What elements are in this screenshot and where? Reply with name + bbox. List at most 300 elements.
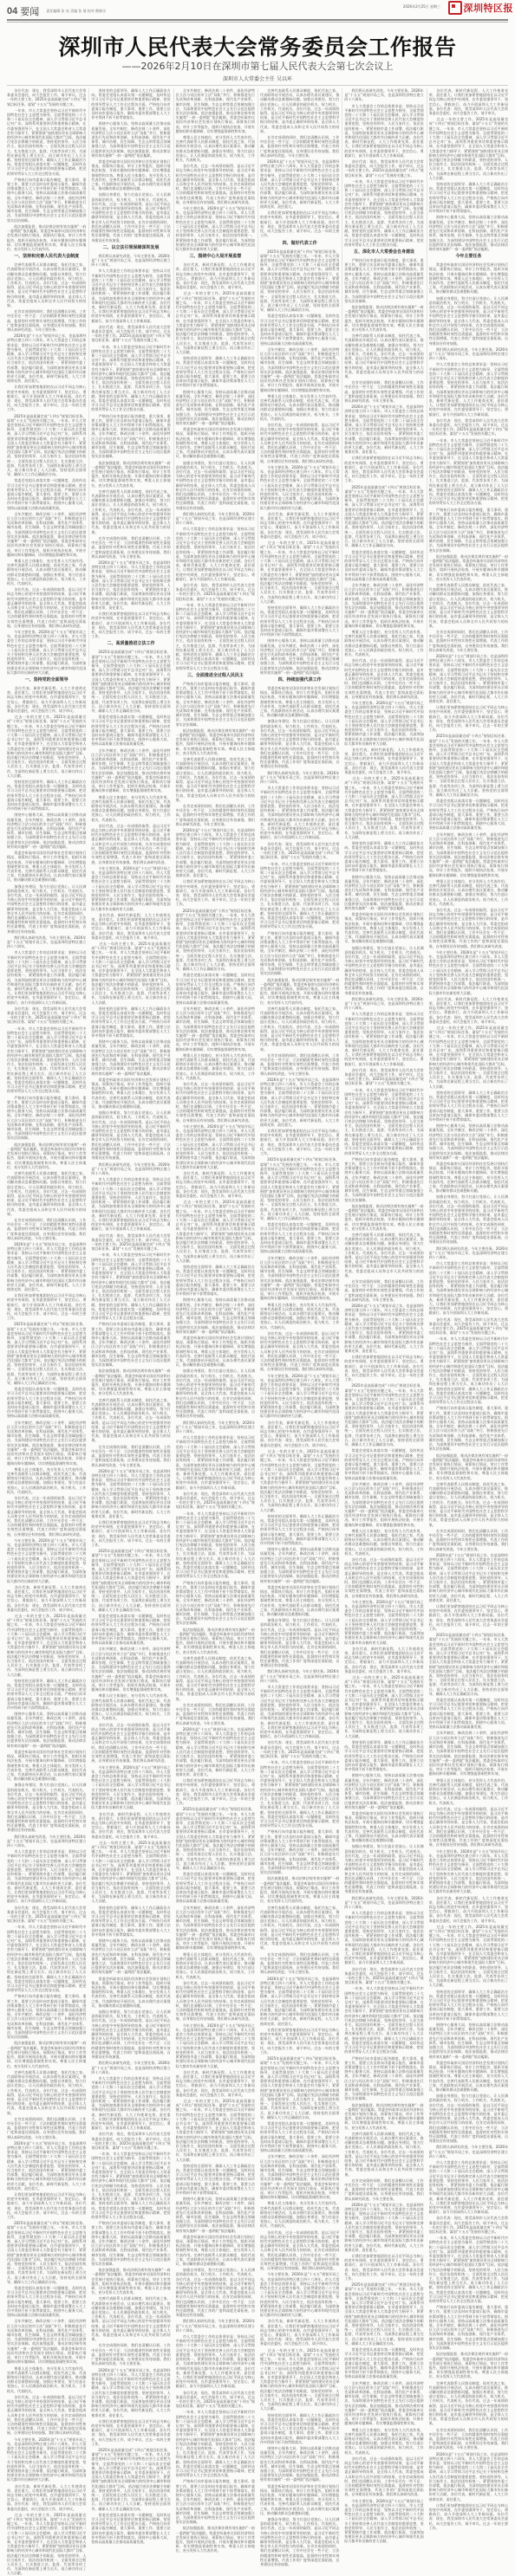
- body-paragraph: 我们将认真研究改进。今年主要任务。2026年是“十五五”规划开局之年，也是深圳经济特区建立四十六周年。: [428, 346, 508, 361]
- body-paragraph: 各位代表：现在，我受深圳市人民代表大会常务委员会委托，向大会报告工作，请予审议。过去一年的主要工作。2025年是高质量完成“十四五”规划目标任务、谋划“十五五”发展的关键之年。: [175, 582, 255, 601]
- body-paragraph: 在肯定成绩的同时，我们也清醒认识到，工作中还存在一些不足：立法的精准性和时效性还需提高，监督的针对性和实效性还需增强，代表工作的广度和深度还需拓展，自身建设还有待加强。我们将认真研究改进。今年主要任务。: [175, 1702, 255, 1725]
- body-paragraph: 市人大常委会工作的总体要求是：坚持以习近平新时代中国特色社会主义思想为指导，全面贯彻党的二十大和二十届历次全会精神，深入学习贯彻习近平总书记关于坚持和完善人民代表大会制度的重要思想，坚持党的领导、人民当家作主、依法治国有机统一，紧紧围绕市委工作部署，依法履行职责，为深圳加快建设更具全球影响力的经济中心城市和现代化国际大都市作出新的更大贡献。各位代表，新时代新征程，人大工作使命光荣、责任重大。让我们更加紧密地团结在以习近平同志为核心的党中央周围，在市委坚强领导下，坚定信心、勇毅前行，奋力开创深圳人大工作新局面。: [260, 786, 340, 840]
- body-paragraph: 2025年是高质量完成“十四五”规划目标任务、谋划“十五五”发展的关键之年。一年来，市人大常委会坚持以习近平新时代中国特色社会主义思想为指导，全面贯彻党的二十大和二十届历次全会精神，深入学习贯彻习近平总书记对广东、深圳系列重要讲话和重要指示精神，在市委坚强领导下，在全国人大常委会和省人大常委会有力指导下，紧紧围绕“加快建设更具全球影响力的经济中心城市和现代化国际大都市”目标，依法履行宪法法律赋予的职责，坚持党的领导、人民当家作主、依法治国有机统一，全面发展全过程人民民主，扎实推进立法、监督、代表等各项工作，为深圳在新征程上勇当尖兵、再立新功作出了人大贡献。坚持党的全面领导，确保人大工作正确政治方向。: [344, 2282, 424, 2346]
- column-separator: [88, 88, 89, 666]
- body-paragraph: 加强自身建设，努力打造让党放心、让人民满意的政治机关、权力机关、工作机关、代表机关。各位代表，过去一年成绩的取得，是以习近平同志为核心的党中央坚强领导的结果，是习近平新时代中国特色社会主义思想科学指引的结果，是市委正确领导的结果，是全体人大代表、常委会组成人员和全市人民共同努力的结果。在肯定成绩的同时，我们也清醒认识到，工作中还存在一些不足：立法的精准性和时效性还需提高，监督的针对性和实效性还需增强，代表工作的广度和深度还需拓展，自身建设还有待加强。: [175, 2268, 255, 2318]
- body-paragraph: 尊重人民主体地位，充分发挥人大代表作用。完善代表联系人民群众制度，依托代表之家、代表联络站开展活动，认真办理代表议案建议，推动解决群众急难愁盼问题。加强自身建设，努力打造让党放心、让人民满意的政治机关、权力机关、工作机关、代表机关。: [260, 2201, 340, 2229]
- body-paragraph: 各位代表，新时代新征程，人大工作使命光荣、责任重大。让我们更加紧密地团结在以习近平同志为核心的党中央周围，在市委坚强领导下，坚定信心、勇毅前行，奋力开创深圳人大工作新局面。各位代表：现在，我受深圳市人民代表大会常务委员会委托，向大会报告工作，请予审议。: [260, 511, 340, 539]
- body-paragraph: 在肯定成绩的同时，我们也清醒认识到，工作中还存在一些不足：立法的精准性和时效性还需提高，监督的针对性和实效性还需增强，代表工作的广度和深度还需拓展，自身建设还有待加强。我们将认真研究改进。今年主要任务。: [428, 1528, 508, 1551]
- body-paragraph: 市人大常委会工作的总体要求是：坚持以习近平新时代中国特色社会主义思想为指导，全面贯彻党的二十大和二十届历次全会精神，深入学习贯彻习近平总书记关于坚持和完善人民代表大会制度的重要思想，坚持党的领导、人民当家作主、依法治国有机统一，紧紧围绕市委工作部署，依法履行职责，为深圳加快建设更具全球影响力的经济中心城市和现代化国际大都市作出新的更大贡献。各位代表，新时代新征程，人大工作使命光荣、责任重大。让我们更加紧密地团结在以习近平同志为核心的党中央周围，在市委坚强领导下，坚定信心、勇毅前行，奋力开创深圳人大工作新局面。: [7, 1849, 87, 1904]
- body-paragraph: 各位代表：现在，我受深圳市人民代表大会常务委员会委托，向大会报告工作，请予审议。过去一年的主要工作。2025年是高质量完成“十四五”规划目标任务、谋划“十五五”发展的关键之年。: [344, 1966, 424, 1985]
- body-paragraph: 我们将认真研究改进。今年主要任务。2026年是“十五五”规划开局之年，也是深圳经济特区建立四十六周年。: [7, 935, 87, 949]
- body-paragraph: 围绕中心服务大局，坚持以高质量立法推动高质量发展。全年共制定、修改法规二十余件，深化经济特区立法与设区的市立法“双轨”并行，积极推进先行先试和改革创新，在科技创新、现代化产业体系、城市治理、民生保障、生态文明等重点领域加强立法，为深圳建设中国特色社会主义先行示范区提供坚实法治保障。依法加强监督，推动法律法规有效实施和“一府一委两院”依法履职。: [175, 389, 255, 426]
- body-paragraph: 尊重人民主体地位，充分发挥人大代表作用。完善代表联系人民群众制度，依托代表之家、代表联络站开展活动，认真办理代表议案建议，推动解决群众急难愁盼问题。加强自身建设，努力打造让党放心、让人民满意的政治机关、权力机关、工作机关、代表机关。: [7, 1466, 87, 1494]
- body-paragraph: 坚持党的全面领导，确保人大工作正确政治方向。常委会党组认真落实第一议题制度，及时传达学习习近平总书记重要讲话和重要指示精神，把党的领导贯穿人大工作全过程各方面。严格执行向市委请示报告制度，重大事项、重要工作、重要立法及时向市委请示报告，确保市委决策部署在人大工作中得到不折不扣贯彻落实。: [7, 1678, 87, 1711]
- text-column: [428, 88, 508, 2530]
- body-paragraph: 2025年是高质量完成“十四五”规划目标任务、谋划“十五五”发展的关键之年。一年来，市人大常委会坚持以习近平新时代中国特色社会主义思想为指导，全面贯彻党的二十大和二十届历次全会精神，深入学习贯彻习近平总书记对广东、深圳系列重要讲话和重要指示精神，在市委坚强领导下，在全国人大常委会和省人大常委会有力指导下，紧紧围绕“加快建设更具全球影响力的经济中心城市和现代化国际大都市”目标，依法履行宪法法律赋予的职责，坚持党的领导、人民当家作主、依法治国有机统一，全面发展全过程人民民主，扎实推进立法、监督、代表等各项工作，为深圳在新征程上勇当尖兵、再立新功作出了人大贡献。坚持党的全面领导，确保人大工作正确政治方向。: [91, 2447, 171, 2511]
- body-paragraph: 我们将认真研究改进。今年主要任务。2026年是“十五五”规划开局之年，也是深圳经济特区建立四十六周年。: [344, 996, 424, 1011]
- body-paragraph: 让我们更加紧密地团结在以习近平同志为核心的党中央周围，在市委坚强领导下，坚定信心、勇毅前行，奋力开创深圳人大工作新局面。各位代表：现在，我受深圳市人民代表大会常务委员会委托，向大会报告工作，请予审议。过去一年的主要工作。: [7, 1293, 87, 1321]
- body-paragraph: 尊重人民主体地位，充分发挥人大代表作用。完善代表联系人民群众制度，依托代表之家、代表联络站开展活动，认真办理代表议案建议，推动解决群众急难愁盼问题。加强自身建设，努力打造让党放心、让人民满意的政治机关、权力机关、工作机关、代表机关。: [344, 629, 424, 657]
- body-paragraph: 常委会党组认真落实第一议题制度，及时传达学习习近平总书记重要讲话和重要指示精神，把党的领导贯穿人大工作全过程各方面。严格执行向市委请示报告制度，重大事项、重要工作、重要立法及时向市委请示报告，确保市委决策部署在人大工作中得到不折不扣贯彻落实。围绕中心服务大局，坚持以高质量立法推动高质量发展。: [91, 2512, 171, 2545]
- body-paragraph: 各位代表，新时代新征程，人大工作使命光荣、责任重大。让我们更加紧密地团结在以习近平同志为核心的党中央周围，在市委坚强领导下，坚定信心、勇毅前行，奋力开创深圳人大工作新局面。各位代表：现在，我受深圳市人民代表大会常务委员会委托，向大会报告工作，请予审议。: [344, 1646, 424, 1673]
- body-paragraph: 完善代表联系人民群众制度，依托代表之家、代表联络站开展活动，认真办理代表议案建议，推动解决群众急难愁盼问题。加强自身建设，努力打造让党放心、让人民满意的政治机关、权力机关、工作机关、代表机关。各位代表，过去一年成绩的取得，是以习近平同志为核心的党中央坚强领导的结果，是习近平新时代中国特色社会主义思想科学指引的结果，是市委正确领导的结果，是全体人大代表、常委会组成人员和全市人民共同努力的结果。: [175, 757, 255, 802]
- body-paragraph: 坚持党的全面领导，确保人大工作正确政治方向。常委会党组认真落实第一议题制度，及时传达学习习近平总书记重要讲话和重要指示精神，把党的领导贯穿人大工作全过程各方面。严格执行向市委请示报告制度，重大事项、重要工作、重要立法及时向市委请示报告，确保市委决策部署在人大工作中得到不折不扣贯彻落实。: [428, 1090, 508, 1123]
- brand-name: 深圳特区报: [463, 3, 513, 14]
- body-paragraph: 各位代表：现在，我受深圳市人民代表大会常务委员会委托，向大会报告工作，请予审议。过去一年的主要工作。2025年是高质量完成“十四五”规划目标任务、谋划“十五五”发展的关键之年。: [428, 417, 508, 437]
- body-paragraph: 全年共制定、修改法规二十余件，深化经济特区立法与设区的市立法“双轨”并行，积极推进先行先试和改革创新，在科技创新、现代化产业体系、城市治理、民生保障、生态文明等重点领域加强立法，为深圳建设中国特色社会主义先行示范区提供坚实法治保障。依法加强监督，推动法律法规有效实施和“一府一委两院”依法履职。常委会听取审议国民经济和社会发展计划执行情况、预算执行情况、审计工作等报告，组织开展执法检查，开展专题询问和专题调研，切实增强监督刚性和实效。: [260, 346, 340, 392]
- body-paragraph: 各位代表：现在，我受深圳市人民代表大会常务委员会委托，向大会报告工作，请予审议。过去一年的主要工作。2025年是高质量完成“十四五”规划目标任务、谋划“十五五”发展的关键之年。: [175, 1491, 255, 1510]
- body-paragraph: 各位代表，新时代新征程，人大工作使命光荣、责任重大。让我们更加紧密地团结在以习近平同志为核心的党中央周围，在市委坚强领导下，坚定信心、勇毅前行，奋力开创深圳人大工作新局面。各位代表：现在，我受深圳市人民代表大会常务委员会委托，向大会报告工作，请予审议。: [175, 262, 255, 290]
- body-paragraph: 加强自身建设，努力打造让党放心、让人民满意的政治机关、权力机关、工作机关、代表机关。各位代表，过去一年成绩的取得，是以习近平同志为核心的党中央坚强领导的结果，是习近平新时代中国特色社会主义思想科学指引的结果，是市委正确领导的结果，是全体人大代表、常委会组成人员和全市人民共同努力的结果。在肯定成绩的同时，我们也清醒认识到，工作中还存在一些不足：立法的精准性和时效性还需提高，监督的针对性和实效性还需增强，代表工作的广度和深度还需拓展，自身建设还有待加强。: [7, 883, 87, 934]
- body-paragraph: 我们将认真研究改进。今年主要任务。2026年是“十五五”规划开局之年，也是深圳经济特区建立四十六周年。: [428, 1246, 508, 1259]
- body-paragraph: 坚持党的全面领导，确保人大工作正确政治方向。常委会党组认真落实第一议题制度，及时传达学习习近平总书记重要讲话和重要指示精神，把党的领导贯穿人大工作全过程各方面。严格执行向市委请示报告制度，重大事项、重要工作、重要立法及时向市委请示报告，确保市委决策部署在人大工作中得到不折不扣贯彻落实。: [344, 841, 424, 873]
- text-column: [175, 88, 255, 2553]
- body-paragraph: 坚持党的全面领导，确保人大工作正确政治方向。常委会党组认真落实第一议题制度，及时传达学习习近平总书记重要讲话和重要指示精神，把党的领导贯穿人大工作全过程各方面。严格执行向市委请示报告制度，重大事项、重要工作、重要立法及时向市委请示报告，确保市委决策部署在人大工作中得到不折不扣贯彻落实。: [260, 605, 340, 638]
- body-paragraph: 我们将认真研究改进。今年主要任务。2026年是“十五五”规划开局之年，也是深圳经济特区建立四十六周年。: [428, 2145, 508, 2159]
- body-paragraph: 过去一年的主要工作。2025年是高质量完成“十四五”规划目标任务、谋划“十五五”发展的关键之年。一年来，市人大常委会坚持以习近平新时代中国特色社会主义思想为指导，全面贯彻党的二十大和二十届历次全会精神，深入学习贯彻习近平总书记对广东、深圳系列重要讲话和重要指示精神，在市委坚强领导下，在全国人大常委会和省人大常委会有力指导下，紧紧围绕“加快建设更具全球影响力的经济中心城市和现代化国际大都市”目标，依法履行宪法法律赋予的职责，坚持党的领导、人民当家作主、依法治国有机统一，全面发展全过程人民民主，扎实推进立法、监督、代表等各项工作，为深圳在新征程上勇当尖兵、再立新功作出了人大贡献。: [260, 1448, 340, 1512]
- body-paragraph: 依法加强监督，推动法律法规有效实施和“一府一委两院”依法履职。常委会听取审议国民经济和社会发展计划执行情况、预算执行情况、审计工作等报告，组织开展执法检查，开展专题询问和专题调研，切实增强监督刚性和实效。尊重人民主体地位，充分发挥人大代表作用。: [91, 460, 171, 488]
- body-paragraph: 今年主要任务。2026年是“十五五”规划开局之年，也是深圳经济特区建立四十六周年。市人大常委会工作的总体要求是：坚持以习近平新时代中国特色社会主义思想为指导，全面贯彻党的二十大和二十届历次全会精神，深入学习贯彻习近平总书记关于坚持和完善人民代表大会制度的重要思想，坚持党的领导、人民当家作主、依法治国有机统一，紧紧围绕市委工作部署，依法履行职责，为深圳加快建设更具全球影响力的经济中心城市和现代化国际大都市作出新的更大贡献。: [91, 865, 171, 911]
- body-paragraph: 让我们更加紧密地团结在以习近平同志为核心的党中央周围，在市委坚强领导下，坚定信心、勇毅前行，奋力开创深圳人大工作新局面。各位代表：现在，我受深圳市人民代表大会常务委员会委托，向大会报告工作，请予审议。过去一年的主要工作。: [344, 1355, 424, 1382]
- body-paragraph: 严格执行向市委请示报告制度，重大事项、重要工作、重要立法及时向市委请示报告，确保市委决策部署在人大工作中得到不折不扣贯彻落实。围绕中心服务大局，坚持以高质量立法推动高质量发展。全年共制定、修改法规二十余件，深化经济特区立法与设区的市立法“双轨”并行，积极推进先行先试和改革创新，在科技创新、现代化产业体系、城市治理、民生保障、生态文明等重点领域加强立法，为深圳建设中国特色社会主义先行示范区提供坚实法治保障。: [7, 177, 87, 223]
- body-paragraph: 常委会党组认真落实第一议题制度，及时传达学习习近平总书记重要讲话和重要指示精神，把党的领导贯穿人大工作全过程各方面。严格执行向市委请示报告制度，重大事项、重要工作、重要立法及时向市委请示报告，确保市委决策部署在人大工作中得到不折不扣贯彻落实。围绕中心服务大局，坚持以高质量立法推动高质量发展。: [175, 973, 255, 1005]
- body-paragraph: 全年共制定、修改法规二十余件，深化经济特区立法与设区的市立法“双轨”并行，积极推进先行先试和改革创新，在科技创新、现代化产业体系、城市治理、民生保障、生态文明等重点领域加强立法，为深圳建设中国特色社会主义先行示范区提供坚实法治保障。依法加强监督，推动法律法规有效实施和“一府一委两院”依法履职。常委会听取审议国民经济和社会发展计划执行情况、预算执行情况、审计工作等报告，组织开展执法检查，开展专题询问和专题调研，切实增强监督刚性和实效。: [7, 2319, 87, 2365]
- body-paragraph: 全年共制定、修改法规二十余件，深化经济特区立法与设区的市立法“双轨”并行，积极推进先行先试和改革创新，在科技创新、现代化产业体系、城市治理、民生保障、生态文明等重点领域加强立法，为深圳建设中国特色社会主义先行示范区提供坚实法治保障。依法加强监督，推动法律法规有效实施和“一府一委两院”依法履职。常委会听取审议国民经济和社会发展计划执行情况、预算执行情况、审计工作等报告，组织开展执法检查，开展专题询问和专题调研，切实增强监督刚性和实效。: [7, 1420, 87, 1466]
- body-paragraph: 各位代表，过去一年成绩的取得，是以习近平同志为核心的党中央坚强领导的结果，是习近平新时代中国特色社会主义思想科学指引的结果，是市委正确领导的结果，是全体人大代表、常委会组成人员和全市人民共同努力的结果。在肯定成绩的同时，我们也清醒认识到，工作中还存在一些不足：立法的精准性和时效性还需提高，监督的针对性和实效性还需增强，代表工作的广度和深度还需拓展，自身建设还有待加强。我们将认真研究改进。: [428, 1806, 508, 1848]
- body-paragraph: 过去一年的主要工作。2025年是高质量完成“十四五”规划目标任务、谋划“十五五”发展的关键之年。一年来，市人大常委会坚持以习近平新时代中国特色社会主义思想为指导，全面贯彻党的二十大和二十届历次全会精神，深入学习贯彻习近平总书记对广东、深圳系列重要讲话和重要指示精神，在市委坚强领导下，在全国人大常委会和省人大常委会有力指导下，紧紧围绕“加快建设更具全球影响力的经济中心城市和现代化国际大都市”目标，依法履行宪法法律赋予的职责，坚持党的领导、人民当家作主、依法治国有机统一，全面发展全过程人民民主，扎实推进立法、监督、代表等各项工作，为深圳在新征程上勇当尖兵、再立新功作出了人大贡献。: [344, 776, 424, 839]
- body-paragraph: 尊重人民主体地位，充分发挥人大代表作用。完善代表联系人民群众制度，依托代表之家、代表联络站开展活动，认真办理代表议案建议，推动解决群众急难愁盼问题。加强自身建设，努力打造让党放心、让人民满意的政治机关、权力机关、工作机关、代表机关。: [175, 135, 255, 163]
- body-paragraph: 常委会党组认真落实第一议题制度，及时传达学习习近平总书记重要讲话和重要指示精神，把党的领导贯穿人大工作全过程各方面。严格执行向市委请示报告制度，重大事项、重要工作、重要立法及时向市委请示报告，确保市委决策部署在人大工作中得到不折不扣贯彻落实。围绕中心服务大局，坚持以高质量立法推动高质量发展。: [428, 799, 508, 831]
- body-paragraph: 全年共制定、修改法规二十余件，深化经济特区立法与设区的市立法“双轨”并行，积极推进先行先试和改革创新，在科技创新、现代化产业体系、城市治理、民生保障、生态文明等重点领域加强立法，为深圳建设中国特色社会主义先行示范区提供坚实法治保障。依法加强监督，推动法律法规有效实施和“一府一委两院”依法履职。常委会听取审议国民经济和社会发展计划执行情况、预算执行情况、审计工作等报告，组织开展执法检查，开展专题询问和专题调研，切实增强监督刚性和实效。: [344, 1481, 424, 1527]
- body-paragraph: 严格执行向市委请示报告制度，重大事项、重要工作、重要立法及时向市委请示报告，确保市委决策部署在人大工作中得到不折不扣贯彻落实。围绕中心服务大局，坚持以高质量立法推动高质量发展。全年共制定、修改法规二十余件，深化经济特区立法与设区的市立法“双轨”并行，积极推进先行先试和改革创新，在科技创新、现代化产业体系、城市治理、民生保障、生态文明等重点领域加强立法，为深圳建设中国特色社会主义先行示范区提供坚实法治保障。: [344, 2055, 424, 2101]
- body-paragraph: 完善代表联系人民群众制度，依托代表之家、代表联络站开展活动，认真办理代表议案建议，推动解决群众急难愁盼问题。加强自身建设，努力打造让党放心、让人民满意的政治机关、权力机关、工作机关、代表机关。各位代表，过去一年成绩的取得，是以习近平同志为核心的党中央坚强领导的结果，是习近平新时代中国特色社会主义思想科学指引的结果，是市委正确领导的结果，是全体人大代表、常委会组成人员和全市人民共同努力的结果。: [428, 582, 508, 628]
- body-paragraph: 各位代表，新时代新征程，人大工作使命光荣、责任重大。让我们更加紧密地团结在以习近平同志为核心的党中央周围，在市委坚强领导下，坚定信心、勇毅前行，奋力开创深圳人大工作新局面。各位代表：现在，我受深圳市人民代表大会常务委员会委托，向大会报告工作，请予审议。: [175, 2069, 255, 2097]
- body-paragraph: 坚持党的全面领导，确保人大工作正确政治方向。常委会党组认真落实第一议题制度，及时传达学习习近平总书记重要讲话和重要指示精神，把党的领导贯穿人大工作全过程各方面。严格执行向市委请示报告制度，重大事项、重要工作、重要立法及时向市委请示报告，确保市委决策部署在人大工作中得到不折不扣贯彻落实。: [175, 1264, 255, 1297]
- body-paragraph: 严格执行向市委请示报告制度，重大事项、重要工作、重要立法及时向市委请示报告，确保市委决策部署在人大工作中得到不折不扣贯彻落实。围绕中心服务大局，坚持以高质量立法推动高质量发展。全年共制定、修改法规二十余件，深化经济特区立法与设区的市立法“双轨”并行，积极推进先行先试和改革创新，在科技创新、现代化产业体系、城市治理、民生保障、生态文明等重点领域加强立法，为深圳建设中国特色社会主义先行示范区提供坚实法治保障。: [344, 1156, 424, 1202]
- body-paragraph: 常委会听取审议国民经济和社会发展计划执行情况、预算执行情况、审计工作等报告，组织开展执法检查，开展专题询问和专题调研，切实增强监督刚性和实效。尊重人民主体地位，充分发挥人大代表作用。完善代表联系人民群众制度，依托代表之家、代表联络站开展活动，认真办理代表议案建议，推动解决群众急难愁盼问题。: [260, 2483, 340, 2515]
- body-paragraph: 各位代表，新时代新征程，人大工作使命光荣、责任重大。让我们更加紧密地团结在以习近平同志为核心的党中央周围，在市委坚强领导下，坚定信心、勇毅前行，奋力开创深圳人大工作新局面。各位代表：现在，我受深圳市人民代表大会常务委员会委托，向大会报告工作，请予审议。: [428, 88, 508, 116]
- body-paragraph: 严格执行向市委请示报告制度，重大事项、重要工作、重要立法及时向市委请示报告，确保市委决策部署在人大工作中得到不折不扣贯彻落实。围绕中心服务大局，坚持以高质量立法推动高质量发展。全年共制定、修改法规二十余件，深化经济特区立法与设区的市立法“双轨”并行，积极推进先行先试和改革创新，在科技创新、现代化产业体系、城市治理、民生保障、生态文明等重点领域加强立法，为深圳建设中国特色社会主义先行示范区提供坚实法治保障。: [428, 1406, 508, 1452]
- body-paragraph: 2025年是高质量完成“十四五”规划目标任务、谋划“十五五”发展的关键之年。一年来，市人大常委会坚持以习近平新时代中国特色社会主义思想为指导，全面贯彻党的二十大和二十届历次全会精神，深入学习贯彻习近平总书记对广东、深圳系列重要讲话和重要指示精神，在市委坚强领导下，在全国人大常委会和省人大常委会有力指导下，紧紧围绕“加快建设更具全球影响力的经济中心城市和现代化国际大都市”目标，依法履行宪法法律赋予的职责，坚持党的领导、人民当家作主、依法治国有机统一，全面发展全过程人民民主，扎实推进立法、监督、代表等各项工作，为深圳在新征程上勇当尖兵、再立新功作出了人大贡献。坚持党的全面领导，确保人大工作正确政治方向。: [7, 1322, 87, 1386]
- body-paragraph: 2026年是“十五五”规划开局之年，也是深圳经济特区建立四十六周年。市人大常委会工作的总体要求是：坚持以习近平新时代中国特色社会主义思想为指导，全面贯彻党的二十大和二十届历次全会精神，深入学习贯彻习近平总书记关于坚持和完善人民代表大会制度的重要思想，坚持党的领导、人民当家作主、依法治国有机统一，紧紧围绕市委工作部署，依法履行职责，为深圳加快建设更具全球影响力的经济中心城市和现代化国际大都市作出新的更大贡献。各位代表，新时代新征程，人大工作使命光荣、责任重大。: [175, 1726, 255, 1777]
- body-paragraph: 常委会听取审议国民经济和社会发展计划执行情况、预算执行情况、审计工作等报告，组织开展执法检查，开展专题询问和专题调研，切实增强监督刚性和实效。尊重人民主体地位，充分发挥人大代表作用。完善代表联系人民群众制度，依托代表之家、代表联络站开展活动，认真办理代表议案建议，推动解决群众急难愁盼问题。: [91, 1976, 171, 2008]
- body-paragraph: 在肯定成绩的同时，我们也清醒认识到，工作中还存在一些不足：立法的精准性和时效性还需提高，监督的针对性和实效性还需增强，代表工作的广度和深度还需拓展，自身建设还有待加强。我们将认真研究改进。今年主要任务。: [91, 2343, 171, 2366]
- body-paragraph: 在肯定成绩的同时，我们也清醒认识到，工作中还存在一些不足：立法的精准性和时效性还需提高，监督的针对性和实效性还需增强，代表工作的广度和深度还需拓展，自身建设还有待加强。我们将认真研究改进。今年主要任务。: [428, 629, 508, 652]
- body-paragraph: 完善代表联系人民群众制度，依托代表之家、代表联络站开展活动，认真办理代表议案建议，推动解决群众急难愁盼问题。加强自身建设，努力打造让党放心、让人民满意的政治机关、权力机关、工作机关、代表机关。各位代表，过去一年成绩的取得，是以习近平同志为核心的党中央坚强领导的结果，是习近平新时代中国特色社会主义思想科学指引的结果，是市委正确领导的结果，是全体人大代表、常委会组成人员和全市人民共同努力的结果。: [7, 1170, 87, 1216]
- body-paragraph: 一年来，市人大常委会坚持以习近平新时代中国特色社会主义思想为指导，全面贯彻党的二十大和二十届历次全会精神，深入学习贯彻习近平总书记对广东、深圳系列重要讲话和重要指示精神，在市委坚强领导下，在全国人大常委会和省人大常委会有力指导下，紧紧围绕“加快建设更具全球影响力的经济中心城市和现代化国际大都市”目标，依法履行宪法法律赋予的职责，坚持党的领导、人民当家作主、依法治国有机统一，全面发展全过程人民民主，扎实推进立法、监督、代表等各项工作，为深圳在新征程上勇当尖兵、再立新功作出了人大贡献。坚持党的全面领导，确保人大工作正确政治方向。常委会党组认真落实第一议题制度，及时传达学习习近平总书记重要讲话和重要指示精神，把党的领导贯穿人大工作全过程各方面。: [175, 2410, 255, 2478]
- body-paragraph: 严格执行向市委请示报告制度，重大事项、重要工作、重要立法及时向市委请示报告，确保市委决策部署在人大工作中得到不折不扣贯彻落实。围绕中心服务大局，坚持以高质量立法推动高质量发展。全年共制定、修改法规二十余件，深化经济特区立法与设区的市立法“双轨”并行，积极推进先行先试和改革创新，在科技创新、现代化产业体系、城市治理、民生保障、生态文明等重点领域加强立法，为深圳建设中国特色社会主义先行示范区提供坚实法治保障。: [175, 681, 255, 727]
- body-paragraph: 一年来，市人大常委会坚持以习近平新时代中国特色社会主义思想为指导，全面贯彻党的二十大和二十届历次全会精神，深入学习贯彻习近平总书记对广东、深圳系列重要讲话和重要指示精神，在市委坚强领导下，在全国人大常委会和省人大常委会有力指导下，紧紧围绕“加快建设更具全球影响力的经济中心城市和现代化国际大都市”目标，依法履行宪法法律赋予的职责，坚持党的领导、人民当家作主、依法治国有机统一，全面发展全过程人民民主，扎实推进立法、监督、代表等各项工作，为深圳在新征程上勇当尖兵、再立新功作出了人大贡献。坚持党的全面领导，确保人大工作正确政治方向。常委会党组认真落实第一议题制度，及时传达学习习近平总书记重要讲话和重要指示精神，把党的领导贯穿人大工作全过程各方面。: [91, 1252, 171, 1321]
- body-paragraph: 过去一年的主要工作。2025年是高质量完成“十四五”规划目标任务、谋划“十五五”发展的关键之年。一年来，市人大常委会坚持以习近平新时代中国特色社会主义思想为指导，全面贯彻党的二十大和二十届历次全会精神，深入学习贯彻习近平总书记对广东、深圳系列重要讲话和重要指示精神，在市委坚强领导下，在全国人大常委会和省人大常委会有力指导下，紧紧围绕“加快建设更具全球影响力的经济中心城市和现代化国际大都市”目标，依法履行宪法法律赋予的职责，坚持党的领导、人民当家作主、依法治国有机统一，全面发展全过程人民民主，扎实推进立法、监督、代表等各项工作，为深圳在新征程上勇当尖兵、再立新功作出了人大贡献。: [428, 1924, 508, 1988]
- body-paragraph: 2025年是高质量完成“十四五”规划目标任务、谋划“十五五”发展的关键之年。一年来，市人大常委会坚持以习近平新时代中国特色社会主义思想为指导，全面贯彻党的二十大和二十届历次全会精神，深入学习贯彻习近平总书记对广东、深圳系列重要讲话和重要指示精神，在市委坚强领导下，在全国人大常委会和省人大常委会有力指导下，紧紧围绕“加快建设更具全球影响力的经济中心城市和现代化国际大都市”目标，依法履行宪法法律赋予的职责，坚持党的领导、人民当家作主、依法治国有机统一，全面发展全过程人民民主，扎实推进立法、监督、代表等各项工作，为深圳在新征程上勇当尖兵、再立新功作出了人大贡献。坚持党的全面领导，确保人大工作正确政治方向。: [260, 1157, 340, 1220]
- body-paragraph: 我们将认真研究改进。今年主要任务。2026年是“十五五”规划开局之年，也是深圳经济特区建立四十六周年。: [260, 770, 340, 785]
- body-paragraph: 在肯定成绩的同时，我们也清醒认识到，工作中还存在一些不足：立法的精准性和时效性还需提高，监督的针对性和实效性还需增强，代表工作的广度和深度还需拓展，自身建设还有待加强。我们将认真研究改进。今年主要任务。: [344, 2178, 424, 2201]
- body-paragraph: 各位代表，新时代新征程，人大工作使命光荣、责任重大。让我们更加紧密地团结在以习近平同志为核心的党中央周围，在市委坚强领导下，坚定信心、勇毅前行，奋力开创深圳人大工作新局面。各位代表：现在，我受深圳市人民代表大会常务委员会委托，向大会报告工作，请予审议。: [260, 1420, 340, 1447]
- body-paragraph: 坚持党的全面领导，确保人大工作正确政治方向。常委会党组认真落实第一议题制度，及时传达学习习近平总书记重要讲话和重要指示精神，把党的领导贯穿人大工作全过程各方面。严格执行向市委请示报告制度，重大事项、重要工作、重要立法及时向市委请示报告，确保市委决策部署在人大工作中得到不折不扣贯彻落实。: [260, 2412, 340, 2444]
- body-paragraph: 各位代表，新时代新征程，人大工作使命光荣、责任重大。让我们更加紧密地团结在以习近平同志为核心的党中央周围，在市委坚强领导下，坚定信心、勇毅前行，奋力开创深圳人大工作新局面。各位代表：现在，我受深圳市人民代表大会常务委员会委托，向大会报告工作，请予审议。: [7, 2483, 87, 2511]
- body-paragraph: 在肯定成绩的同时，我们也清醒认识到，工作中还存在一些不足：立法的精准性和时效性还需提高，监督的针对性和实效性还需增强，代表工作的广度和深度还需拓展，自身建设还有待加强。我们将认真研究改进。今年主要任务。: [260, 1951, 340, 1975]
- body-paragraph: 2026年是“十五五”规划开局之年，也是深圳经济特区建立四十六周年。市人大常委会工作的总体要求是：坚持以习近平新时代中国特色社会主义思想为指导，全面贯彻党的二十大和二十届历次全会精神，深入学习贯彻习近平总书记关于坚持和完善人民代表大会制度的重要思想，坚持党的领导、人民当家作主、依法治国有机统一，紧紧围绕市委工作部署，依法履行职责，为深圳加快建设更具全球影响力的经济中心城市和现代化国际大都市作出新的更大贡献。各位代表，新时代新征程，人大工作使命光荣、责任重大。: [7, 2140, 87, 2191]
- body-paragraph: 今年主要任务。2026年是“十五五”规划开局之年，也是深圳经济特区建立四十六周年。市人大常委会工作的总体要求是：坚持以习近平新时代中国特色社会主义思想为指导，全面贯彻党的二十大和二十届历次全会精神，深入学习贯彻习近平总书记关于坚持和完善人民代表大会制度的重要思想，坚持党的领导、人民当家作主、依法治国有机统一，紧紧围绕市委工作部署，依法履行职责，为深圳加快建设更具全球影响力的经济中心城市和现代化国际大都市作出新的更大贡献。: [344, 701, 424, 746]
- body-paragraph: 让我们更加紧密地团结在以习近平同志为核心的党中央周围，在市委坚强领导下，坚定信心、勇毅前行，奋力开创深圳人大工作新局面。各位代表：现在，我受深圳市人民代表大会常务委员会委托，向大会报告工作，请予审议。过去一年的主要工作。: [428, 1604, 508, 1632]
- body-paragraph: 常委会党组认真落实第一议题制度，及时传达学习习近平总书记重要讲话和重要指示精神，把党的领导贯穿人大工作全过程各方面。严格执行向市委请示报告制度，重大事项、重要工作、重要立法及时向市委请示报告，确保市委决策部署在人大工作中得到不折不扣贯彻落实。围绕中心服务大局，坚持以高质量立法推动高质量发展。: [344, 2347, 424, 2379]
- body-paragraph: 一年来，市人大常委会坚持以习近平新时代中国特色社会主义思想为指导，全面贯彻党的二十大和二十届历次全会精神，深入学习贯彻习近平总书记对广东、深圳系列重要讲话和重要指示精神，在市委坚强领导下，在全国人大常委会和省人大常委会有力指导下，紧紧围绕“加快建设更具全球影响力的经济中心城市和现代化国际大都市”目标，依法履行宪法法律赋予的职责，坚持党的领导、人民当家作主、依法治国有机统一，全面发展全过程人民民主，扎实推进立法、监督、代表等各项工作，为深圳在新征程上勇当尖兵、再立新功作出了人大贡献。坚持党的全面领导，确保人大工作正确政治方向。常委会党组认真落实第一议题制度，及时传达学习习近平总书记重要讲话和重要指示精神，把党的领导贯穿人大工作全过程各方面。: [7, 1026, 87, 1094]
- section-heading: 一、坚持和完善人民代表大会制度: [14, 254, 80, 260]
- body-paragraph: 围绕中心服务大局，坚持以高质量立法推动高质量发展。全年共制定、修改法规二十余件，深化经济特区立法与设区的市立法“双轨”并行，积极推进先行先试和改革创新，在科技创新、现代化产业体系、城市治理、民生保障、生态文明等重点领域加强立法，为深圳建设中国特色社会主义先行示范区提供坚实法治保障。依法加强监督，推动法律法规有效实施和“一府一委两院”依法履职。: [175, 2197, 255, 2233]
- body-paragraph: 2025年是高质量完成“十四五”规划目标任务、谋划“十五五”发展的关键之年。一年来，市人大常委会坚持以习近平新时代中国特色社会主义思想为指导，全面贯彻党的二十大和二十届历次全会精神，深入学习贯彻习近平总书记对广东、深圳系列重要讲话和重要指示精神，在市委坚强领导下，在全国人大常委会和省人大常委会有力指导下，紧紧围绕“加快建设更具全球影响力的经济中心城市和现代化国际大都市”目标，依法履行宪法法律赋予的职责，坚持党的领导、人民当家作主、依法治国有机统一，全面发展全过程人民民主，扎实推进立法、监督、代表等各项工作，为深圳在新征程上勇当尖兵、再立新功作出了人大贡献。坚持党的全面领导，确保人大工作正确政治方向。: [428, 734, 508, 798]
- body-paragraph: 让我们更加紧密地团结在以习近平同志为核心的党中央周围，在市委坚强领导下，坚定信心、勇毅前行，奋力开创深圳人大工作新局面。各位代表：现在，我受深圳市人民代表大会常务委员会委托，向大会报告工作，请予审议。过去一年的主要工作。: [428, 705, 508, 733]
- body-paragraph: 加强自身建设，努力打造让党放心、让人民满意的政治机关、权力机关、工作机关、代表机关。各位代表，过去一年成绩的取得，是以习近平同志为核心的党中央坚强领导的结果，是习近平新时代中国特色社会主义思想科学指引的结果，是市委正确领导的结果，是全体人大代表、常委会组成人员和全市人民共同努力的结果。在肯定成绩的同时，我们也清醒认识到，工作中还存在一些不足：立法的精准性和时效性还需提高，监督的针对性和实效性还需增强，代表工作的广度和深度还需拓展，自身建设还有待加强。: [428, 295, 508, 346]
- body-paragraph: 各位代表，新时代新征程，人大工作使命光荣、责任重大。让我们更加紧密地团结在以习近平同志为核心的党中央周围，在市委坚强领导下，坚定信心、勇毅前行，奋力开创深圳人大工作新局面。各位代表：现在，我受深圳市人民代表大会常务委员会委托，向大会报告工作，请予审议。: [428, 1895, 508, 1923]
- body-paragraph: 严格执行向市委请示报告制度，重大事项、重要工作、重要立法及时向市委请示报告，确保市委决策部署在人大工作中得到不折不扣贯彻落实。围绕中心服务大局，坚持以高质量立法推动高质量发展。全年共制定、修改法规二十余件，深化经济特区立法与设区的市立法“双轨”并行，积极推进先行先试和改革创新，在科技创新、现代化产业体系、城市治理、民生保障、生态文明等重点领域加强立法，为深圳建设中国特色社会主义先行示范区提供坚实法治保障。: [175, 1580, 255, 1626]
- body-paragraph: 过去一年的主要工作。2025年是高质量完成“十四五”规划目标任务、谋划“十五五”发展的关键之年。一年来，市人大常委会坚持以习近平新时代中国特色社会主义思想为指导，全面贯彻党的二十大和二十届历次全会精神，深入学习贯彻习近平总书记对广东、深圳系列重要讲话和重要指示精神，在市委坚强领导下，在全国人大常委会和省人大常委会有力指导下，紧紧围绕“加快建设更具全球影响力的经济中心城市和现代化国际大都市”目标，依法履行宪法法律赋予的职责，坚持党的领导、人民当家作主、依法治国有机统一，全面发展全过程人民民主，扎实推进立法、监督、代表等各项工作，为深圳在新征程上勇当尖兵、再立新功作出了人大贡献。: [260, 2347, 340, 2411]
- section-heading: 三、围绕中心大局开展监督: [189, 254, 242, 260]
- body-paragraph: 全年共制定、修改法规二十余件，深化经济特区立法与设区的市立法“双轨”并行，积极推进先行先试和改革创新，在科技创新、现代化产业体系、城市治理、民生保障、生态文明等重点领域加强立法，为深圳建设中国特色社会主义先行示范区提供坚实法治保障。依法加强监督，推动法律法规有效实施和“一府一委两院”依法履职。常委会听取审议国民经济和社会发展计划执行情况、预算执行情况、审计工作等报告，组织开展执法检查，开展专题询问和专题调研，切实增强监督刚性和实效。: [260, 2154, 340, 2200]
- body-paragraph: 今年主要任务。2026年是“十五五”规划开局之年，也是深圳经济特区建立四十六周年。市人大常委会工作的总体要求是：坚持以习近平新时代中国特色社会主义思想为指导，全面贯彻党的二十大和二十届历次全会精神，深入学习贯彻习近平总书记关于坚持和完善人民代表大会制度的重要思想，坚持党的领导、人民当家作主、依法治国有机统一，紧紧围绕市委工作部署，依法履行职责，为深圳加快建设更具全球影响力的经济中心城市和现代化国际大都市作出新的更大贡献。: [7, 1537, 87, 1583]
- body-paragraph: 尊重人民主体地位，充分发挥人大代表作用。完善代表联系人民群众制度，依托代表之家、代表联络站开展活动，认真办理代表议案建议，推动解决群众急难愁盼问题。加强自身建设，努力打造让党放心、让人民满意的政治机关、权力机关、工作机关、代表机关。: [7, 2366, 87, 2393]
- body-paragraph: 今年主要任务。2026年是“十五五”规划开局之年，也是深圳经济特区建立四十六周年。市人大常委会工作的总体要求是：坚持以习近平新时代中国特色社会主义思想为指导，全面贯彻党的二十大和二十届历次全会精神，深入学习贯彻习近平总书记关于坚持和完善人民代表大会制度的重要思想，坚持党的领导、人民当家作主、依法治国有机统一，紧紧围绕市委工作部署，依法履行职责，为深圳加快建设更具全球影响力的经济中心城市和现代化国际大都市作出新的更大贡献。: [428, 1848, 508, 1894]
- body-paragraph: 围绕中心服务大局，坚持以高质量立法推动高质量发展。全年共制定、修改法规二十余件，深化经济特区立法与设区的市立法“双轨”并行，积极推进先行先试和改革创新，在科技创新、现代化产业体系、城市治理、民生保障、生态文明等重点领域加强立法，为深圳建设中国特色社会主义先行示范区提供坚实法治保障。依法加强监督，推动法律法规有效实施和“一府一委两院”依法履职。: [91, 1938, 171, 1975]
- body-paragraph: 加强自身建设，努力打造让党放心、让人民满意的政治机关、权力机关、工作机关、代表机关。各位代表，过去一年成绩的取得，是以习近平同志为核心的党中央坚强领导的结果，是习近平新时代中国特色社会主义思想科学指引的结果，是市委正确领导的结果，是全体人大代表、常委会组成人员和全市人民共同努力的结果。在肯定成绩的同时，我们也清醒认识到，工作中还存在一些不足：立法的精准性和时效性还需提高，监督的针对性和实效性还需增强，代表工作的广度和深度还需拓展，自身建设还有待加强。: [175, 460, 255, 510]
- section-name: 要闻: [20, 6, 40, 17]
- body-paragraph: 坚持党的全面领导，确保人大工作正确政治方向。常委会党组认真落实第一议题制度，及时传达学习习近平总书记重要讲话和重要指示精神，把党的领导贯穿人大工作全过程各方面。严格执行向市委请示报告制度，重大事项、重要工作、重要立法及时向市委请示报告，确保市委决策部署在人大工作中得到不折不扣贯彻落实。: [175, 2163, 255, 2195]
- body-paragraph: 各位代表，新时代新征程，人大工作使命光荣、责任重大。让我们更加紧密地团结在以习近平同志为核心的党中央周围，在市委坚强领导下，坚定信心、勇毅前行，奋力开创深圳人大工作新局面。各位代表：现在，我受深圳市人民代表大会常务委员会委托，向大会报告工作，请予审议。: [175, 1170, 255, 1198]
- body-paragraph: 完善代表联系人民群众制度，依托代表之家、代表联络站开展活动，认真办理代表议案建议，推动解决群众急难愁盼问题。加强自身建设，努力打造让党放心、让人民满意的政治机关、权力机关、工作机关、代表机关。各位代表，过去一年成绩的取得，是以习近平同志为核心的党中央坚强领导的结果，是习近平新时代中国特色社会主义思想科学指引的结果，是市委正确领导的结果，是全体人大代表、常委会组成人员和全市人民共同努力的结果。: [7, 262, 87, 307]
- body-paragraph: 依法加强监督，推动法律法规有效实施和“一府一委两院”依法履职。常委会听取审议国民经济和社会发展计划执行情况、预算执行情况、审计工作等报告，组织开展执法检查，开展专题询问和专题调研，切实增强监督刚性和实效。尊重人民主体地位，充分发挥人大代表作用。: [91, 1369, 171, 1396]
- body-paragraph: 2026年是“十五五”规划开局之年，也是深圳经济特区建立四十六周年。市人大常委会工作的总体要求是：坚持以习近平新时代中国特色社会主义思想为指导，全面贯彻党的二十大和二十届历次全会精神，深入学习贯彻习近平总书记关于坚持和完善人民代表大会制度的重要思想，坚持党的领导、人民当家作主、依法治国有机统一，紧紧围绕市委工作部署，依法履行职责，为深圳加快建设更具全球影响力的经济中心城市和现代化国际大都市作出新的更大贡献。各位代表，新时代新征程，人大工作使命光荣、责任重大。: [91, 2367, 171, 2417]
- body-paragraph: 全年共制定、修改法规二十余件，深化经济特区立法与设区的市立法“双轨”并行，积极推进先行先试和改革创新，在科技创新、现代化产业体系、城市治理、民生保障、生态文明等重点领域加强立法，为深圳建设中国特色社会主义先行示范区提供坚实法治保障。依法加强监督，推动法律法规有效实施和“一府一委两院”依法履职。常委会听取审议国民经济和社会发展计划执行情况、预算执行情况、审计工作等报告，组织开展执法检查，开展专题询问和专题调研，切实增强监督刚性和实效。: [175, 1006, 255, 1052]
- body-paragraph: 在肯定成绩的同时，我们也清醒认识到，工作中还存在一些不足：立法的精准性和时效性还需提高，监督的针对性和实效性还需增强，代表工作的广度和深度还需拓展，自身建设还有待加强。我们将认真研究改进。今年主要任务。: [91, 1444, 171, 1467]
- body-paragraph: 加强自身建设，努力打造让党放心、让人民满意的政治机关、权力机关、工作机关、代表机关。各位代表，过去一年成绩的取得，是以习近平同志为核心的党中央坚强领导的结果，是习近平新时代中国特色社会主义思想科学指引的结果，是市委正确领导的结果，是全体人大代表、常委会组成人员和全市人民共同努力的结果。在肯定成绩的同时，我们也清醒认识到，工作中还存在一些不足：立法的精准性和时效性还需提高，监督的针对性和实效性还需增强，代表工作的广度和深度还需拓展，自身建设还有待加强。: [91, 1110, 171, 1161]
- body-paragraph: 常委会党组认真落实第一议题制度，及时传达学习习近平总书记重要讲话和重要指示精神，把党的领导贯穿人大工作全过程各方面。严格执行向市委请示报告制度，重大事项、重要工作、重要立法及时向市委请示报告，确保市委决策部署在人大工作中得到不折不扣贯彻落实。围绕中心服务大局，坚持以高质量立法推动高质量发展。: [344, 549, 424, 581]
- body-paragraph: 全年共制定、修改法规二十余件，深化经济特区立法与设区的市立法“双轨”并行，积极推进先行先试和改革创新，在科技创新、现代化产业体系、城市治理、民生保障、生态文明等重点领域加强立法，为深圳建设中国特色社会主义先行示范区提供坚实法治保障。依法加强监督，推动法律法规有效实施和“一府一委两院”依法履职。常委会听取审议国民经济和社会发展计划执行情况、预算执行情况、审计工作等报告，组织开展执法检查，开展专题询问和专题调研，切实增强监督刚性和实效。: [175, 88, 255, 133]
- section-heading: 二、以立法引领保障深圳发展: [102, 244, 160, 250]
- body-paragraph: 常委会党组认真落实第一议题制度，及时传达学习习近平总书记重要讲话和重要指示精神，把党的领导贯穿人大工作全过程各方面。严格执行向市委请示报告制度，重大事项、重要工作、重要立法及时向市委请示报告，确保市委决策部署在人大工作中得到不折不扣贯彻落实。围绕中心服务大局，坚持以高质量立法推动高质量发展。: [344, 1448, 424, 1480]
- body-paragraph: 围绕中心服务大局，坚持以高质量立法推动高质量发展。全年共制定、修改法规二十余件，深化经济特区立法与设区的市立法“双轨”并行，积极推进先行先试和改革创新，在科技创新、现代化产业体系、城市治理、民生保障、生态文明等重点领域加强立法，为深圳建设中国特色社会主义先行示范区提供坚实法治保障。依法加强监督，推动法律法规有效实施和“一府一委两院”依法履职。: [7, 1712, 87, 1748]
- masthead-logo: [448, 0, 514, 16]
- body-paragraph: 2026年是“十五五”规划开局之年，也是深圳经济特区建立四十六周年。市人大常委会工作的总体要求是：坚持以习近平新时代中国特色社会主义思想为指导，全面贯彻党的二十大和二十届历次全会精神，深入学习贯彻习近平总书记关于坚持和完善人民代表大会制度的重要思想，坚持党的领导、人民当家作主、依法治国有机统一，紧紧围绕市委工作部署，依法履行职责，为深圳加快建设更具全球影响力的经济中心城市和现代化国际大都市作出新的更大贡献。各位代表，新时代新征程，人大工作使命光荣、责任重大。: [175, 828, 255, 878]
- body-paragraph: 各位代表：现在，我受深圳市人民代表大会常务委员会委托，向大会报告工作，请予审议。过去一年的主要工作。2025年是高质量完成“十四五”规划目标任务、谋划“十五五”发展的关键之年。: [260, 841, 340, 860]
- body-paragraph: 让我们更加紧密地团结在以习近平同志为核心的党中央周围，在市委坚强领导下，坚定信心、勇毅前行，奋力开创深圳人大工作新局面。各位代表：现在，我受深圳市人民代表大会常务委员会委托，向大会报告工作，请予审议。过去一年的主要工作。: [91, 2418, 171, 2446]
- body-paragraph: 在肯定成绩的同时，我们也清醒认识到，工作中还存在一些不足：立法的精准性和时效性还需提高，监督的针对性和实效性还需增强，代表工作的广度和深度还需拓展，自身建设还有待加强。我们将认真研究改进。今年主要任务。: [260, 1052, 340, 1076]
- body-paragraph: 尊重人民主体地位，充分发挥人大代表作用。完善代表联系人民群众制度，依托代表之家、代表联络站开展活动，认真办理代表议案建议，推动解决群众急难愁盼问题。加强自身建设，努力打造让党放心、让人民满意的政治机关、权力机关、工作机关、代表机关。: [428, 1777, 508, 1805]
- body-paragraph: 过去一年的主要工作。2025年是高质量完成“十四五”规划目标任务、谋划“十五五”发展的关键之年。一年来，市人大常委会坚持以习近平新时代中国特色社会主义思想为指导，全面贯彻党的二十大和二十届历次全会精神，深入学习贯彻习近平总书记对广东、深圳系列重要讲话和重要指示精神，在市委坚强领导下，在全国人大常委会和省人大常委会有力指导下，紧紧围绕“加快建设更具全球影响力的经济中心城市和现代化国际大都市”目标，依法履行宪法法律赋予的职责，坚持党的领导、人民当家作主、依法治国有机统一，全面发展全过程人民民主，扎实推进立法、监督、代表等各项工作，为深圳在新征程上勇当尖兵、再立新功作出了人大贡献。: [260, 540, 340, 604]
- body-paragraph: 完善代表联系人民群众制度，依托代表之家、代表联络站开展活动，认真办理代表议案建议，推动解决群众急难愁盼问题。加强自身建设，努力打造让党放心、让人民满意的政治机关、权力机关、工作机关、代表机关。各位代表，过去一年成绩的取得，是以习近平同志为核心的党中央坚强领导的结果，是习近平新时代中国特色社会主义思想科学指引的结果，是市委正确领导的结果，是全体人大代表、常委会组成人员和全市人民共同努力的结果。: [428, 2380, 508, 2426]
- body-paragraph: 今年主要任务。2026年是“十五五”规划开局之年，也是深圳经济特区建立四十六周年。市人大常委会工作的总体要求是：坚持以习近平新时代中国特色社会主义思想为指导，全面贯彻党的二十大和二十届历次全会精神，深入学习贯彻习近平总书记关于坚持和完善人民代表大会制度的重要思想，坚持党的领导、人民当家作主、依法治国有机统一，紧紧围绕市委工作部署，依法履行职责，为深圳加快建设更具全球影响力的经济中心城市和现代化国际大都市作出新的更大贡献。: [91, 1764, 171, 1810]
- body-paragraph: 在肯定成绩的同时，我们也清醒认识到，工作中还存在一些不足：立法的精准性和时效性还需提高，监督的针对性和实效性还需增强，代表工作的广度和深度还需拓展，自身建设还有待加强。我们将认真研究改进。今年主要任务。: [7, 309, 87, 332]
- body-paragraph: 市人大常委会工作的总体要求是：坚持以习近平新时代中国特色社会主义思想为指导，全面贯彻党的二十大和二十届历次全会精神，深入学习贯彻习近平总书记关于坚持和完善人民代表大会制度的重要思想，坚持党的领导、人民当家作主、依法治国有机统一，紧紧围绕市委工作部署，依法履行职责，为深圳加快建设更具全球影响力的经济中心城市和现代化国际大都市作出新的更大贡献。各位代表，新时代新征程，人大工作使命光荣、责任重大。让我们更加紧密地团结在以习近平同志为核心的党中央周围，在市委坚强领导下，坚定信心、勇毅前行，奋力开创深圳人大工作新局面。: [175, 527, 255, 581]
- body-paragraph: 一年来，市人大常委会坚持以习近平新时代中国特色社会主义思想为指导，全面贯彻党的二十大和二十届历次全会精神，深入学习贯彻习近平总书记对广东、深圳系列重要讲话和重要指示精神，在市委坚强领导下，在全国人大常委会和省人大常委会有力指导下，紧紧围绕“加快建设更具全球影响力的经济中心城市和现代化国际大都市”目标，依法履行宪法法律赋予的职责，坚持党的领导、人民当家作主、依法治国有机统一，全面发展全过程人民民主，扎实推进立法、监督、代表等各项工作，为深圳在新征程上勇当尖兵、再立新功作出了人大贡献。坚持党的全面领导，确保人大工作正确政治方向。常委会党组认真落实第一议题制度，及时传达学习习近平总书记重要讲话和重要指示精神，把党的领导贯穿人大工作全过程各方面。: [7, 107, 87, 176]
- body-paragraph: 2026年是“十五五”规划开局之年，也是深圳经济特区建立四十六周年。市人大常委会工作的总体要求是：坚持以习近平新时代中国特色社会主义思想为指导，全面贯彻党的二十大和二十届历次全会精神，深入学习贯彻习近平总书记关于坚持和完善人民代表大会制度的重要思想，坚持党的领导、人民当家作主、依法治国有机统一，紧紧围绕市委工作部署，依法履行职责，为深圳加快建设更具全球影响力的经济中心城市和现代化国际大都市作出新的更大贡献。各位代表，新时代新征程，人大工作使命光荣、责任重大。: [344, 2202, 424, 2252]
- body-paragraph: 过去一年的主要工作。2025年是高质量完成“十四五”规划目标任务、谋划“十五五”发展的关键之年。一年来，市人大常委会坚持以习近平新时代中国特色社会主义思想为指导，全面贯彻党的二十大和二十届历次全会精神，深入学习贯彻习近平总书记对广东、深圳系列重要讲话和重要指示精神，在市委坚强领导下，在全国人大常委会和省人大常委会有力指导下，紧紧围绕“加快建设更具全球影响力的经济中心城市和现代化国际大都市”目标，依法履行宪法法律赋予的职责，坚持党的领导、人民当家作主、依法治国有机统一，全面发展全过程人民民主，扎实推进立法、监督、代表等各项工作，为深圳在新征程上勇当尖兵、再立新功作出了人大贡献。: [91, 941, 171, 1005]
- body-paragraph: 加强自身建设，努力打造让党放心、让人民满意的政治机关、权力机关、工作机关、代表机关。各位代表，过去一年成绩的取得，是以习近平同志为核心的党中央坚强领导的结果，是习近平新时代中国特色社会主义思想科学指引的结果，是市委正确领导的结果，是全体人大代表、常委会组成人员和全市人民共同努力的结果。在肯定成绩的同时，我们也清醒认识到，工作中还存在一些不足：立法的精准性和时效性还需提高，监督的针对性和实效性还需增强，代表工作的广度和深度还需拓展，自身建设还有待加强。: [428, 1194, 508, 1245]
- body-paragraph: 各位代表，过去一年成绩的取得，是以习近平同志为核心的党中央坚强领导的结果，是习近平新时代中国特色社会主义思想科学指引的结果，是市委正确领导的结果，是全体人大代表、常委会组成人员和全市人民共同努力的结果。在肯定成绩的同时，我们也清醒认识到，工作中还存在一些不足：立法的精准性和时效性还需提高，监督的针对性和实效性还需增强，代表工作的广度和深度还需拓展，自身建设还有待加强。我们将认真研究改进。: [260, 2230, 340, 2271]
- body-paragraph: 全年共制定、修改法规二十余件，深化经济特区立法与设区的市立法“双轨”并行，积极推进先行先试和改革创新，在科技创新、现代化产业体系、城市治理、民生保障、生态文明等重点领域加强立法，为深圳建设中国特色社会主义先行示范区提供坚实法治保障。依法加强监督，推动法律法规有效实施和“一府一委两院”依法履职。常委会听取审议国民经济和社会发展计划执行情况、预算执行情况、审计工作等报告，组织开展执法检查，开展专题询问和专题调研，切实增强监督刚性和实效。: [91, 1647, 171, 1693]
- body-paragraph: 2026年是“十五五”规划开局之年，也是深圳经济特区建立四十六周年。市人大常委会工作的总体要求是：坚持以习近平新时代中国特色社会主义思想为指导，全面贯彻党的二十大和二十届历次全会精神，深入学习贯彻习近平总书记关于坚持和完善人民代表大会制度的重要思想，坚持党的领导、人民当家作主、依法治国有机统一，紧紧围绕市委工作部署，依法履行职责，为深圳加快建设更具全球影响力的经济中心城市和现代化国际大都市作出新的更大贡献。各位代表，新时代新征程，人大工作使命光荣、责任重大。: [260, 159, 340, 210]
- body-paragraph: 常委会听取审议国民经济和社会发展计划执行情况、预算执行情况、审计工作等报告，组织开展执法检查，开展专题询问和专题调研，切实增强监督刚性和实效。尊重人民主体地位，充分发挥人大代表作用。完善代表联系人民群众制度，依托代表之家、代表联络站开展活动，认真办理代表议案建议，推动解决群众急难愁盼问题。: [260, 685, 340, 718]
- headline: 深圳市人民代表大会常务委员会工作报告: [58, 35, 457, 60]
- body-paragraph: 过去一年的主要工作。2025年是高质量完成“十四五”规划目标任务、谋划“十五五”发展的关键之年。一年来，市人大常委会坚持以习近平新时代中国特色社会主义思想为指导，全面贯彻党的二十大和二十届历次全会精神，深入学习贯彻习近平总书记对广东、深圳系列重要讲话和重要指示精神，在市委坚强领导下，在全国人大常委会和省人大常委会有力指导下，紧紧围绕“加快建设更具全球影响力的经济中心城市和现代化国际大都市”目标，依法履行宪法法律赋予的职责，坚持党的领导、人民当家作主、依法治国有机统一，全面发展全过程人民民主，扎实推进立法、监督、代表等各项工作，为深圳在新征程上勇当尖兵、再立新功作出了人大贡献。: [428, 1026, 508, 1089]
- body-paragraph: 让我们更加紧密地团结在以习近平同志为核心的党中央周围，在市委坚强领导下，坚定信心、勇毅前行，奋力开创深圳人大工作新局面。各位代表：现在，我受深圳市人民代表大会常务委员会委托，向大会报告工作，请予审议。过去一年的主要工作。: [344, 2254, 424, 2282]
- body-paragraph: 2026年是“十五五”规划开局之年，也是深圳经济特区建立四十六周年。市人大常委会工作的总体要求是：坚持以习近平新时代中国特色社会主义思想为指导，全面贯彻党的二十大和二十届历次全会精神，深入学习贯彻习近平总书记关于坚持和完善人民代表大会制度的重要思想，坚持党的领导、人民当家作主、依法治国有机统一，紧紧围绕市委工作部署，依法履行职责，为深圳加快建设更具全球影响力的经济中心城市和现代化国际大都市作出新的更大贡献。各位代表，新时代新征程，人大工作使命光荣、责任重大。: [428, 2451, 508, 2502]
- editors-line: 责任编辑 张 亮 美编 张 倩 校对 熊新宗: [46, 9, 107, 13]
- body-paragraph: 今年主要任务。2026年是“十五五”规划开局之年，也是深圳经济特区建立四十六周年。市人大常委会工作的总体要求是：坚持以习近平新时代中国特色社会主义思想为指导，全面贯彻党的二十大和二十届历次全会精神，深入学习贯彻习近平总书记关于坚持和完善人民代表大会制度的重要思想，坚持党的领导、人民当家作主、依法治国有机统一，紧紧围绕市委工作部署，依法履行职责，为深圳加快建设更具全球影响力的经济中心城市和现代化国际大都市作出新的更大贡献。: [175, 1123, 255, 1169]
- body-paragraph: 2025年是高质量完成“十四五”规划目标任务、谋划“十五五”发展的关键之年。一年来，市人大常委会坚持以习近平新时代中国特色社会主义思想为指导，全面贯彻党的二十大和二十届历次全会精神，深入学习贯彻习近平总书记对广东、深圳系列重要讲话和重要指示精神，在市委坚强领导下，在全国人大常委会和省人大常委会有力指导下，紧紧围绕“加快建设更具全球影响力的经济中心城市和现代化国际大都市”目标，依法履行宪法法律赋予的职责，坚持党的领导、人民当家作主、依法治国有机统一，全面发展全过程人民民主，扎实推进立法、监督、代表等各项工作，为深圳在新征程上勇当尖兵、再立新功作出了人大贡献。坚持党的全面领导，确保人大工作正确政治方向。: [7, 413, 87, 477]
- body-paragraph: 常委会听取审议国民经济和社会发展计划执行情况、预算执行情况、审计工作等报告，组织开展执法检查，开展专题询问和专题调研，切实增强监督刚性和实效。尊重人民主体地位，充分发挥人大代表作用。完善代表联系人民群众制度，依托代表之家、代表联络站开展活动，认真办理代表议案建议，推动解决群众急难愁盼问题。: [428, 2060, 508, 2092]
- body-paragraph: 一年来，市人大常委会坚持以习近平新时代中国特色社会主义思想为指导，全面贯彻党的二十大和二十届历次全会精神，深入学习贯彻习近平总书记对广东、深圳系列重要讲话和重要指示精神，在市委坚强领导下，在全国人大常委会和省人大常委会有力指导下，紧紧围绕“加快建设更具全球影响力的经济中心城市和现代化国际大都市”目标，依法履行宪法法律赋予的职责，坚持党的领导、人民当家作主、依法治国有机统一，全面发展全过程人民民主，扎实推进立法、监督、代表等各项工作，为深圳在新征程上勇当尖兵、再立新功作出了人大贡献。坚持党的全面领导，确保人大工作正确政治方向。常委会党组认真落实第一议题制度，及时传达学习习近平总书记重要讲话和重要指示精神，把党的领导贯穿人大工作全过程各方面。: [428, 2236, 508, 2304]
- body-paragraph: 在肯定成绩的同时，我们也清醒认识到，工作中还存在一些不足：立法的精准性和时效性还需提高，监督的针对性和实效性还需增强，代表工作的广度和深度还需拓展，自身建设还有待加强。我们将认真研究改进。今年主要任务。: [344, 380, 424, 403]
- body-paragraph: 各位代表，新时代新征程，人大工作使命光荣、责任重大。让我们更加紧密地团结在以习近平同志为核心的党中央周围，在市委坚强领导下，坚定信心、勇毅前行，奋力开创深圳人大工作新局面。各位代表：现在，我受深圳市人民代表大会常务委员会委托，向大会报告工作，请予审议。: [260, 2319, 340, 2346]
- section-heading: 五、深化市人大常委会自身建设: [353, 249, 414, 255]
- body-paragraph: 全年共制定、修改法规二十余件，深化经济特区立法与设区的市立法“双轨”并行，积极推进先行先试和改革创新，在科技创新、现代化产业体系、城市治理、民生保障、生态文明等重点领域加强立法，为深圳建设中国特色社会主义先行示范区提供坚实法治保障。依法加强监督，推动法律法规有效实施和“一府一委两院”依法履职。常委会听取审议国民经济和社会发展计划执行情况、预算执行情况、审计工作等报告，组织开展执法检查，开展专题询问和专题调研，切实增强监督刚性和实效。: [260, 1255, 340, 1301]
- body-paragraph: 常委会党组认真落实第一议题制度，及时传达学习习近平总书记重要讲话和重要指示精神，把党的领导贯穿人大工作全过程各方面。严格执行向市委请示报告制度，重大事项、重要工作、重要立法及时向市委请示报告，确保市委决策部署在人大工作中得到不折不扣贯彻落实。围绕中心服务大局，坚持以高质量立法推动高质量发展。: [260, 1222, 340, 1254]
- body-paragraph: 各位代表，过去一年成绩的取得，是以习近平同志为核心的党中央坚强领导的结果，是习近平新时代中国特色社会主义思想科学指引的结果，是市委正确领导的结果，是全体人大代表、常委会组成人员和全市人民共同努力的结果。在肯定成绩的同时，我们也清醒认识到，工作中还存在一些不足：立法的精准性和时效性还需提高，监督的针对性和实效性还需增强，代表工作的广度和深度还需拓展，自身建设还有待加强。我们将认真研究改进。: [175, 1980, 255, 2022]
- body-paragraph: 尊重人民主体地位，充分发挥人大代表作用。完善代表联系人民群众制度，依托代表之家、代表联络站开展活动，认真办理代表议案建议，推动解决群众急难愁盼问题。加强自身建设，努力打造让党放心、让人民满意的政治机关、权力机关、工作机关、代表机关。: [91, 1693, 171, 1721]
- body-paragraph: 各位代表：现在，我受深圳市人民代表大会常务委员会委托，向大会报告工作，请予审议。过去一年的主要工作。2025年是高质量完成“十四五”规划目标任务、谋划“十五五”发展的关键之年。: [7, 1006, 87, 1025]
- body-paragraph: 让我们更加紧密地团结在以习近平同志为核心的党中央周围，在市委坚强领导下，坚定信心、勇毅前行，奋力开创深圳人大工作新局面。各位代表：现在，我受深圳市人民代表大会常务委员会委托，向大会报告工作，请予审议。过去一年的主要工作。: [175, 1778, 255, 1806]
- body-paragraph: 坚持党的全面领导，确保人大工作正确政治方向。常委会党组认真落实第一议题制度，及时传达学习习近平总书记重要讲话和重要指示精神，把党的领导贯穿人大工作全过程各方面。严格执行向市委请示报告制度，重大事项、重要工作、重要立法及时向市委请示报告，确保市委决策部署在人大工作中得到不折不扣贯彻落实。: [428, 1989, 508, 2021]
- body-paragraph: 坚持党的全面领导，确保人大工作正确政治方向。常委会党组认真落实第一议题制度，及时传达学习习近平总书记重要讲话和重要指示精神，把党的领导贯穿人大工作全过程各方面。严格执行向市委请示报告制度，重大事项、重要工作、重要立法及时向市委请示报告，确保市委决策部署在人大工作中得到不折不扣贯彻落实。: [7, 780, 87, 812]
- body-paragraph: 各位代表，过去一年成绩的取得，是以习近平同志为核心的党中央坚强领导的结果，是习近平新时代中国特色社会主义思想科学指引的结果，是市委正确领导的结果，是全体人大代表、常委会组成人员和全市人民共同努力的结果。在肯定成绩的同时，我们也清醒认识到，工作中还存在一些不足：立法的精准性和时效性还需提高，监督的针对性和实效性还需增强，代表工作的广度和深度还需拓展，自身建设还有待加强。我们将认真研究改进。: [7, 1495, 87, 1537]
- body-paragraph: 严格执行向市委请示报告制度，重大事项、重要工作、重要立法及时向市委请示报告，确保市委决策部署在人大工作中得到不折不扣贯彻落实。围绕中心服务大局，坚持以高质量立法推动高质量发展。全年共制定、修改法规二十余件，深化经济特区立法与设区的市立法“双轨”并行，积极推进先行先试和改革创新，在科技创新、现代化产业体系、城市治理、民生保障、生态文明等重点领域加强立法，为深圳建设中国特色社会主义先行示范区提供坚实法治保障。: [91, 2221, 171, 2267]
- section-heading: 今年主要任务: [455, 254, 482, 260]
- body-paragraph: 2026年是“十五五”规划开局之年，也是深圳经济特区建立四十六周年。市人大常委会工作的总体要求是：坚持以习近平新时代中国特色社会主义思想为指导，全面贯彻党的二十大和二十届历次全会精神，深入学习贯彻习近平总书记关于坚持和完善人民代表大会制度的重要思想，坚持党的领导、人民当家作主、依法治国有机统一，紧紧围绕市委工作部署，依法履行职责，为深圳加快建设更具全球影响力的经济中心城市和现代化国际大都市作出新的更大贡献。各位代表，新时代新征程，人大工作使命光荣、责任重大。: [344, 1304, 424, 1354]
- body-paragraph: 2025年是高质量完成“十四五”规划目标任务、谋划“十五五”发展的关键之年。一年来，市人大常委会坚持以习近平新时代中国特色社会主义思想为指导，全面贯彻党的二十大和二十届历次全会精神，深入学习贯彻习近平总书记对广东、深圳系列重要讲话和重要指示精神，在市委坚强领导下，在全国人大常委会和省人大常委会有力指导下，紧紧围绕“加快建设更具全球影响力的经济中心城市和现代化国际大都市”目标，依法履行宪法法律赋予的职责，坚持党的领导、人民当家作主、依法治国有机统一，全面发展全过程人民民主，扎实推进立法、监督、代表等各项工作，为深圳在新征程上勇当尖兵、再立新功作出了人大贡献。坚持党的全面领导，确保人大工作正确政治方向。: [175, 908, 255, 972]
- body-paragraph: 全年共制定、修改法规二十余件，深化经济特区立法与设区的市立法“双轨”并行，积极推进先行先试和改革创新，在科技创新、现代化产业体系、城市治理、民生保障、生态文明等重点领域加强立法，为深圳建设中国特色社会主义先行示范区提供坚实法治保障。依法加强监督，推动法律法规有效实施和“一府一委两院”依法履职。常委会听取审议国民经济和社会发展计划执行情况、预算执行情况、审计工作等报告，组织开展执法检查，开展专题询问和专题调研，切实增强监督刚性和实效。: [428, 832, 508, 877]
- body-paragraph: 过去一年的主要工作。2025年是高质量完成“十四五”规划目标任务、谋划“十五五”发展的关键之年。一年来，市人大常委会坚持以习近平新时代中国特色社会主义思想为指导，全面贯彻党的二十大和二十届历次全会精神，深入学习贯彻习近平总书记对广东、深圳系列重要讲话和重要指示精神，在市委坚强领导下，在全国人大常委会和省人大常委会有力指导下，紧紧围绕“加快建设更具全球影响力的经济中心城市和现代化国际大都市”目标，依法履行宪法法律赋予的职责，坚持党的领导、人民当家作主、依法治国有机统一，全面发展全过程人民民主，扎实推进立法、监督、代表等各项工作，为深圳在新征程上勇当尖兵、再立新功作出了人大贡献。: [344, 1675, 424, 1738]
- body-paragraph: 各位代表：现在，我受深圳市人民代表大会常务委员会委托，向大会报告工作，请予审议。过去一年的主要工作。2025年是高质量完成“十四五”规划目标任务、谋划“十五五”发展的关键之年。: [91, 324, 171, 343]
- body-paragraph: 坚持党的全面领导，确保人大工作正确政治方向。常委会党组认真落实第一议题制度，及时传达学习习近平总书记重要讲话和重要指示精神，把党的领导贯穿人大工作全过程各方面。严格执行向市委请示报告制度，重大事项、重要工作、重要立法及时向市委请示报告，确保市委决策部署在人大工作中得到不折不扣贯彻落实。: [175, 356, 255, 388]
- body-paragraph: 完善代表联系人民群众制度，依托代表之家、代表联络站开展活动，认真办理代表议案建议，推动解决群众急难愁盼问题。加强自身建设，努力打造让党放心、让人民满意的政治机关、权力机关、工作机关、代表机关。各位代表，过去一年成绩的取得，是以习近平同志为核心的党中央坚强领导的结果，是习近平新时代中国特色社会主义思想科学指引的结果，是市委正确领导的结果，是全体人大代表、常委会组成人员和全市人民共同努力的结果。: [91, 489, 171, 534]
- body-paragraph: 常委会党组认真落实第一议题制度，及时传达学习习近平总书记重要讲话和重要指示精神，把党的领导贯穿人大工作全过程各方面。严格执行向市委请示报告制度，重大事项、重要工作、重要立法及时向市委请示报告，确保市委决策部署在人大工作中得到不折不扣贯彻落实。围绕中心服务大局，坚持以高质量立法推动高质量发展。: [175, 1872, 255, 1904]
- body-paragraph: 过去一年的主要工作。2025年是高质量完成“十四五”规划目标任务、谋划“十五五”发展的关键之年。一年来，市人大常委会坚持以习近平新时代中国特色社会主义思想为指导，全面贯彻党的二十大和二十届历次全会精神，深入学习贯彻习近平总书记对广东、深圳系列重要讲话和重要指示精神，在市委坚强领导下，在全国人大常委会和省人大常委会有力指导下，紧紧围绕“加快建设更具全球影响力的经济中心城市和现代化国际大都市”目标，依法履行宪法法律赋予的职责，坚持党的领导、人民当家作主、依法治国有机统一，全面发展全过程人民民主，扎实推进立法、监督、代表等各项工作，为深圳在新征程上勇当尖兵、再立新功作出了人大贡献。: [7, 1614, 87, 1677]
- body-paragraph: 市人大常委会工作的总体要求是：坚持以习近平新时代中国特色社会主义思想为指导，全面贯彻党的二十大和二十届历次全会精神，深入学习贯彻习近平总书记关于坚持和完善人民代表大会制度的重要思想，坚持党的领导、人民当家作主、依法治国有机统一，紧紧围绕市委工作部署，依法履行职责，为深圳加快建设更具全球影响力的经济中心城市和现代化国际大都市作出新的更大贡献。各位代表，新时代新征程，人大工作使命光荣、责任重大。让我们更加紧密地团结在以习近平同志为核心的党中央周围，在市委坚强领导下，坚定信心、勇毅前行，奋力开创深圳人大工作新局面。: [7, 950, 87, 1005]
- section-heading: 四、做好代表工作: [282, 240, 317, 246]
- body-paragraph: 常委会听取审议国民经济和社会发展计划执行情况、预算执行情况、审计工作等报告，组织开展执法检查，开展专题询问和专题调研，切实增强监督刚性和实效。尊重人民主体地位，充分发挥人大代表作用。完善代表联系人民群众制度，依托代表之家、代表联络站开展活动，认真办理代表议案建议，推动解决群众急难愁盼问题。: [344, 912, 424, 944]
- body-paragraph: 过去一年的主要工作。2025年是高质量完成“十四五”规划目标任务、谋划“十五五”发展的关键之年。一年来，市人大常委会坚持以习近平新时代中国特色社会主义思想为指导，全面贯彻党的二十大和二十届历次全会精神，深入学习贯彻习近平总书记对广东、深圳系列重要讲话和重要指示精神，在市委坚强领导下，在全国人大常委会和省人大常委会有力指导下，紧紧围绕“加快建设更具全球影响力的经济中心城市和现代化国际大都市”目标，依法履行宪法法律赋予的职责，坚持党的领导、人民当家作主、依法治国有机统一，全面发展全过程人民民主，扎实推进立法、监督、代表等各项工作，为深圳在新征程上勇当尖兵、再立新功作出了人大贡献。: [175, 1200, 255, 1263]
- body-paragraph: 依法加强监督，推动法律法规有效实施和“一府一委两院”依法履职。常委会听取审议国民经济和社会发展计划执行情况、预算执行情况、审计工作等报告，组织开展执法检查，开展专题询问和专题调研，切实增强监督刚性和实效。尊重人民主体地位，充分发挥人大代表作用。: [7, 2041, 87, 2068]
- body-paragraph: 完善代表联系人民群众制度，依托代表之家、代表联络站开展活动，认真办理代表议案建议，推动解决群众急难愁盼问题。加强自身建设，努力打造让党放心、让人民满意的政治机关、权力机关、工作机关、代表机关。各位代表，过去一年成绩的取得，是以习近平同志为核心的党中央坚强领导的结果，是习近平新时代中国特色社会主义思想科学指引的结果，是市委正确领导的结果，是全体人大代表、常委会组成人员和全市人民共同努力的结果。: [260, 88, 340, 133]
- body-paragraph: 常委会听取审议国民经济和社会发展计划执行情况、预算执行情况、审计工作等报告，组织开展执法检查，开展专题询问和专题调研，切实增强监督刚性和实效。尊重人民主体地位，充分发挥人大代表作用。完善代表联系人民群众制度，依托代表之家、代表联络站开展活动，认真办理代表议案建议，推动解决群众急难愁盼问题。: [260, 1584, 340, 1616]
- body-paragraph: 完善代表联系人民群众制度，依托代表之家、代表联络站开展活动，认真办理代表议案建议，推动解决群众急难愁盼问题。加强自身建设，努力打造让党放心、让人民满意的政治机关、权力机关、工作机关、代表机关。各位代表，过去一年成绩的取得，是以习近平同志为核心的党中央坚强领导的结果，是习近平新时代中国特色社会主义思想科学指引的结果，是市委正确领导的结果，是全体人大代表、常委会组成人员和全市人民共同努力的结果。: [344, 333, 424, 379]
- body-paragraph: 围绕中心服务大局，坚持以高质量立法推动高质量发展。全年共制定、修改法规二十余件，深化经济特区立法与设区的市立法“双轨”并行，积极推进先行先试和改革创新，在科技创新、现代化产业体系、城市治理、民生保障、生态文明等重点领域加强立法，为深圳建设中国特色社会主义先行示范区提供坚实法治保障。依法加强监督，推动法律法规有效实施和“一府一委两院”依法履职。: [91, 121, 171, 158]
- body-paragraph: 市人大常委会工作的总体要求是：坚持以习近平新时代中国特色社会主义思想为指导，全面贯彻党的二十大和二十届历次全会精神，深入学习贯彻习近平总书记关于坚持和完善人民代表大会制度的重要思想，坚持党的领导、人民当家作主、依法治国有机统一，紧紧围绕市委工作部署，依法履行职责，为深圳加快建设更具全球影响力的经济中心城市和现代化国际大都市作出新的更大贡献。各位代表，新时代新征程，人大工作使命光荣、责任重大。让我们更加紧密地团结在以习近平同志为核心的党中央周围，在市委坚强领导下，坚定信心、勇毅前行，奋力开创深圳人大工作新局面。: [344, 103, 424, 158]
- body-paragraph: 各位代表，过去一年成绩的取得，是以习近平同志为核心的党中央坚强领导的结果，是习近平新时代中国特色社会主义思想科学指引的结果，是市委正确领导的结果，是全体人大代表、常委会组成人员和全市人民共同努力的结果。在肯定成绩的同时，我们也清醒认识到，工作中还存在一些不足：立法的精准性和时效性还需提高，监督的针对性和实效性还需增强，代表工作的广度和深度还需拓展，自身建设还有待加强。我们将认真研究改进。: [260, 423, 340, 463]
- body-paragraph: 2026年是“十五五”规划开局之年，也是深圳经济特区建立四十六周年。市人大常委会工作的总体要求是：坚持以习近平新时代中国特色社会主义思想为指导，全面贯彻党的二十大和二十届历次全会精神，深入学习贯彻习近平总书记关于坚持和完善人民代表大会制度的重要思想，坚持党的领导、人民当家作主、依法治国有机统一，紧紧围绕市委工作部署，依法履行职责，为深圳加快建设更具全球影响力的经济中心城市和现代化国际大都市作出新的更大贡献。各位代表，新时代新征程，人大工作使命光荣、责任重大。: [7, 333, 87, 384]
- body-paragraph: 市人大常委会工作的总体要求是：坚持以习近平新时代中国特色社会主义思想为指导，全面贯彻党的二十大和二十届历次全会精神，深入学习贯彻习近平总书记关于坚持和完善人民代表大会制度的重要思想，坚持党的领导、人民当家作主、依法治国有机统一，紧紧围绕市委工作部署，依法履行职责，为深圳加快建设更具全球影响力的经济中心城市和现代化国际大都市作出新的更大贡献。各位代表，新时代新征程，人大工作使命光荣、责任重大。让我们更加紧密地团结在以习近平同志为核心的党中央周围，在市委坚强领导下，坚定信心、勇毅前行，奋力开创深圳人大工作新局面。: [428, 362, 508, 417]
- body-paragraph: 坚持党的全面领导，确保人大工作正确政治方向。常委会党组认真落实第一议题制度，及时传达学习习近平总书记重要讲话和重要指示精神，把党的领导贯穿人大工作全过程各方面。严格执行向市委请示报告制度，重大事项、重要工作、重要立法及时向市委请示报告，确保市委决策部署在人大工作中得到不折不扣贯彻落实。: [91, 1905, 171, 1937]
- body-paragraph: 常委会听取审议国民经济和社会发展计划执行情况、预算执行情况、审计工作等报告，组织开展执法检查，开展专题询问和专题调研，切实增强监督刚性和实效。尊重人民主体地位，充分发挥人大代表作用。完善代表联系人民群众制度，依托代表之家、代表联络站开展活动，认真办理代表议案建议，推动解决群众急难愁盼问题。: [7, 851, 87, 883]
- body-paragraph: 一年来，市人大常委会坚持以习近平新时代中国特色社会主义思想为指导，全面贯彻党的二十大和二十届历次全会精神，深入学习贯彻习近平总书记对广东、深圳系列重要讲话和重要指示精神，在市委坚强领导下，在全国人大常委会和省人大常委会有力指导下，紧紧围绕“加快建设更具全球影响力的经济中心城市和现代化国际大都市”目标，依法履行宪法法律赋予的职责，坚持党的领导、人民当家作主、依法治国有机统一，全面发展全过程人民民主，扎实推进立法、监督、代表等各项工作，为深圳在新征程上勇当尖兵、再立新功作出了人大贡献。坚持党的全面领导，确保人大工作正确政治方向。常委会党组认真落实第一议题制度，及时传达学习习近平总书记重要讲话和重要指示精神，把党的领导贯穿人大工作全过程各方面。: [175, 602, 255, 670]
- header-rule: [7, 19, 508, 21]
- body-paragraph: 让我们更加紧密地团结在以习近平同志为核心的党中央周围，在市委坚强领导下，坚定信心、勇毅前行，奋力开创深圳人大工作新局面。各位代表：现在，我受深圳市人民代表大会常务委员会委托，向大会报告工作，请予审议。过去一年的主要工作。: [344, 456, 424, 483]
- body-paragraph: 一年来，市人大常委会坚持以习近平新时代中国特色社会主义思想为指导，全面贯彻党的二十大和二十届历次全会精神，深入学习贯彻习近平总书记对广东、深圳系列重要讲话和重要指示精神，在市委坚强领导下，在全国人大常委会和省人大常委会有力指导下，紧紧围绕“加快建设更具全球影响力的经济中心城市和现代化国际大都市”目标，依法履行宪法法律赋予的职责，坚持党的领导、人民当家作主、依法治国有机统一，全面发展全过程人民民主，扎实推进立法、监督、代表等各项工作，为深圳在新征程上勇当尖兵、再立新功作出了人大贡献。坚持党的全面领导，确保人大工作正确政治方向。常委会党组认真落实第一议题制度，及时传达学习习近平总书记重要讲话和重要指示精神，把党的领导贯穿人大工作全过程各方面。: [260, 1760, 340, 1828]
- body-paragraph: 各位代表，新时代新征程，人大工作使命光荣、责任重大。让我们更加紧密地团结在以习近平同志为核心的党中央周围，在市委坚强领导下，坚定信心、勇毅前行，奋力开创深圳人大工作新局面。各位代表：现在，我受深圳市人民代表大会常务委员会委托，向大会报告工作，请予审议。: [7, 1584, 87, 1612]
- issue-date: 2026年2月25日 星期三: [402, 4, 440, 9]
- text-column: [91, 88, 171, 2545]
- body-paragraph: 2025年是高质量完成“十四五”规划目标任务、谋划“十五五”发展的关键之年。一年来，市人大常委会坚持以习近平新时代中国特色社会主义思想为指导，全面贯彻党的二十大和二十届历次全会精神，深入学习贯彻习近平总书记对广东、深圳系列重要讲话和重要指示精神，在市委坚强领导下，在全国人大常委会和省人大常委会有力指导下，紧紧围绕“加快建设更具全球影响力的经济中心城市和现代化国际大都市”目标，依法履行宪法法律赋予的职责，坚持党的领导、人民当家作主、依法治国有机统一，全面发展全过程人民民主，扎实推进立法、监督、代表等各项工作，为深圳在新征程上勇当尖兵、再立新功作出了人大贡献。坚持党的全面领导，确保人大工作正确政治方向。: [175, 1807, 255, 1870]
- body-paragraph: 围绕中心服务大局，坚持以高质量立法推动高质量发展。全年共制定、修改法规二十余件，深化经济特区立法与设区的市立法“双轨”并行，积极推进先行先试和改革创新，在科技创新、现代化产业体系、城市治理、民生保障、生态文明等重点领域加强立法，为深圳建设中国特色社会主义先行示范区提供坚实法治保障。依法加强监督，推动法律法规有效实施和“一府一委两院”依法履职。: [175, 1298, 255, 1334]
- body-paragraph: 各位代表，新时代新征程，人大工作使命光荣、责任重大。让我们更加紧密地团结在以习近平同志为核心的党中央周围，在市委坚强领导下，坚定信心、勇毅前行，奋力开创深圳人大工作新局面。各位代表：现在，我受深圳市人民代表大会常务委员会委托，向大会报告工作，请予审议。: [428, 996, 508, 1024]
- body-paragraph: 我们将认真研究改进。今年主要任务。2026年是“十五五”规划开局之年，也是深圳经济特区建立四十六周年。: [7, 1834, 87, 1848]
- body-paragraph: 在肯定成绩的同时，我们也清醒认识到，工作中还存在一些不足：立法的精准性和时效性还需提高，监督的针对性和实效性还需增强，代表工作的广度和深度还需拓展，自身建设还有待加强。我们将认真研究改进。今年主要任务。: [344, 1278, 424, 1302]
- body-paragraph: 常委会听取审议国民经济和社会发展计划执行情况、预算执行情况、审计工作等报告，组织开展执法检查，开展专题询问和专题调研，切实增强监督刚性和实效。尊重人民主体地位，充分发挥人大代表作用。完善代表联系人民群众制度，依托代表之家、代表联络站开展活动，认真办理代表议案建议，推动解决群众急难愁盼问题。: [175, 2234, 255, 2267]
- body-paragraph: 全年共制定、修改法规二十余件，深化经济特区立法与设区的市立法“双轨”并行，积极推进先行先试和改革创新，在科技创新、现代化产业体系、城市治理、民生保障、生态文明等重点领域加强立法，为深圳建设中国特色社会主义先行示范区提供坚实法治保障。依法加强监督，推动法律法规有效实施和“一府一委两院”依法履职。常委会听取审议国民经济和社会发展计划执行情况、预算执行情况、审计工作等报告，组织开展执法检查，开展专题询问和专题调研，切实增强监督刚性和实效。: [175, 1905, 255, 1951]
- body-paragraph: 一年来，市人大常委会坚持以习近平新时代中国特色社会主义思想为指导，全面贯彻党的二十大和二十届历次全会精神，深入学习贯彻习近平总书记对广东、深圳系列重要讲话和重要指示精神，在市委坚强领导下，在全国人大常委会和省人大常委会有力指导下，紧紧围绕“加快建设更具全球影响力的经济中心城市和现代化国际大都市”目标，依法履行宪法法律赋予的职责，坚持党的领导、人民当家作主、依法治国有机统一，全面发展全过程人民民主，扎实推进立法、监督、代表等各项工作，为深圳在新征程上勇当尖兵、再立新功作出了人大贡献。坚持党的全面领导，确保人大工作正确政治方向。常委会党组认真落实第一议题制度，及时传达学习习近平总书记重要讲话和重要指示精神，把党的领导贯穿人大工作全过程各方面。: [344, 1087, 424, 1155]
- body-paragraph: 加强自身建设，努力打造让党放心、让人民满意的政治机关、权力机关、工作机关、代表机关。各位代表，过去一年成绩的取得，是以习近平同志为核心的党中央坚强领导的结果，是习近平新时代中国特色社会主义思想科学指引的结果，是市委正确领导的结果，是全体人大代表、常委会组成人员和全市人民共同努力的结果。在肯定成绩的同时，我们也清醒认识到，工作中还存在一些不足：立法的精准性和时效性还需提高，监督的针对性和实效性还需增强，代表工作的广度和深度还需拓展，自身建设还有待加强。: [428, 2094, 508, 2144]
- body-paragraph: 让我们更加紧密地团结在以习近平同志为核心的党中央周围，在市委坚强领导下，坚定信心、勇毅前行，奋力开创深圳人大工作新局面。各位代表：现在，我受深圳市人民代表大会常务委员会委托，向大会报告工作，请予审议。过去一年的主要工作。: [428, 2502, 508, 2530]
- body-paragraph: 围绕中心服务大局，坚持以高质量立法推动高质量发展。全年共制定、修改法规二十余件，深化经济特区立法与设区的市立法“双轨”并行，积极推进先行先试和改革创新，在科技创新、现代化产业体系、城市治理、民生保障、生态文明等重点领域加强立法，为深圳建设中国特色社会主义先行示范区提供坚实法治保障。依法加强监督，推动法律法规有效实施和“一府一委两院”依法履职。: [7, 812, 87, 849]
- body-paragraph: 依法加强监督，推动法律法规有效实施和“一府一委两院”依法履职。常委会听取审议国民经济和社会发展计划执行情况、预算执行情况、审计工作等报告，组织开展执法检查，开展专题询问和专题调研，切实增强监督刚性和实效。尊重人民主体地位，充分发挥人大代表作用。: [175, 728, 255, 755]
- body-paragraph: 今年主要任务。2026年是“十五五”规划开局之年，也是深圳经济特区建立四十六周年。市人大常委会工作的总体要求是：坚持以习近平新时代中国特色社会主义思想为指导，全面贯彻党的二十大和二十届历次全会精神，深入学习贯彻习近平总书记关于坚持和完善人民代表大会制度的重要思想，坚持党的领导、人民当家作主、依法治国有机统一，紧紧围绕市委工作部署，依法履行职责，为深圳加快建设更具全球影响力的经济中心城市和现代化国际大都市作出新的更大贡献。: [7, 2437, 87, 2482]
- body-paragraph: 各位代表，过去一年成绩的取得，是以习近平同志为核心的党中央坚强领导的结果，是习近平新时代中国特色社会主义思想科学指引的结果，是市委正确领导的结果，是全体人大代表、常委会组成人员和全市人民共同努力的结果。在肯定成绩的同时，我们也清醒认识到，工作中还存在一些不足：立法的精准性和时效性还需提高，监督的针对性和实效性还需增强，代表工作的广度和深度还需拓展，自身建设还有待加强。我们将认真研究改进。: [428, 907, 508, 948]
- body-paragraph: 加强自身建设，努力打造让党放心、让人民满意的政治机关、权力机关、工作机关、代表机关。各位代表，过去一年成绩的取得，是以习近平同志为核心的党中央坚强领导的结果，是习近平新时代中国特色社会主义思想科学指引的结果，是市委正确领导的结果，是全体人大代表、常委会组成人员和全市人民共同努力的结果。在肯定成绩的同时，我们也清醒认识到，工作中还存在一些不足：立法的精准性和时效性还需提高，监督的针对性和实效性还需增强，代表工作的广度和深度还需拓展，自身建设还有待加强。: [91, 2010, 171, 2060]
- body-paragraph: 依法加强监督，推动法律法规有效实施和“一府一委两院”依法履职。常委会听取审议国民经济和社会发展计划执行情况、预算执行情况、审计工作等报告，组织开展执法检查，开展专题询问和专题调研，切实增强监督刚性和实效。尊重人民主体地位，充分发挥人大代表作用。: [344, 1203, 424, 1231]
- body-paragraph: 2026年是“十五五”规划开局之年，也是深圳经济特区建立四十六周年。市人大常委会工作的总体要求是：坚持以习近平新时代中国特色社会主义思想为指导，全面贯彻党的二十大和二十届历次全会精神，深入学习贯彻习近平总书记关于坚持和完善人民代表大会制度的重要思想，坚持党的领导、人民当家作主、依法治国有机统一，紧紧围绕市委工作部署，依法履行职责，为深圳加快建设更具全球影响力的经济中心城市和现代化国际大都市作出新的更大贡献。各位代表，新时代新征程，人大工作使命光荣、责任重大。: [91, 1468, 171, 1518]
- body-paragraph: 常委会听取审议国民经济和社会发展计划执行情况、预算执行情况、审计工作等报告，组织开展执法检查，开展专题询问和专题调研，切实增强监督刚性和实效。尊重人民主体地位，充分发挥人大代表作用。完善代表联系人民群众制度，依托代表之家、代表联络站开展活动，认真办理代表议案建议，推动解决群众急难愁盼问题。: [175, 427, 255, 459]
- body-paragraph: 今年主要任务。2026年是“十五五”规划开局之年，也是深圳经济特区建立四十六周年。市人大常委会工作的总体要求是：坚持以习近平新时代中国特色社会主义思想为指导，全面贯彻党的二十大和二十届历次全会精神，深入学习贯彻习近平总书记关于坚持和完善人民代表大会制度的重要思想，坚持党的领导、人民当家作主、依法治国有机统一，紧紧围绕市委工作部署，依法履行职责，为深圳加快建设更具全球影响力的经济中心城市和现代化国际大都市作出新的更大贡献。: [7, 629, 87, 675]
- body-paragraph: 围绕中心服务大局，坚持以高质量立法推动高质量发展。全年共制定、修改法规二十余件，深化经济特区立法与设区的市立法“双轨”并行，积极推进先行先试和改革创新，在科技创新、现代化产业体系、城市治理、民生保障、生态文明等重点领域加强立法，为深圳建设中国特色社会主义先行示范区提供坚实法治保障。依法加强监督，推动法律法规有效实施和“一府一委两院”依法履职。: [91, 1039, 171, 1076]
- text-column: [344, 88, 424, 2544]
- body-paragraph: 让我们更加紧密地团结在以习近平同志为核心的党中央周围，在市委坚强领导下，坚定信心、勇毅前行，奋力开创深圳人大工作新局面。各位代表：现在，我受深圳市人民代表大会常务委员会委托，向大会报告工作，请予审议。过去一年的主要工作。: [7, 2191, 87, 2219]
- body-paragraph: 各位代表，新时代新征程，人大工作使命光荣、责任重大。让我们更加紧密地团结在以习近平同志为核心的党中央周围，在市委坚强领导下，坚定信心、勇毅前行，奋力开创深圳人大工作新局面。各位代表：现在，我受深圳市人民代表大会常务委员会委托，向大会报告工作，请予审议。: [91, 912, 171, 940]
- body-paragraph: 2026年是“十五五”规划开局之年，也是深圳经济特区建立四十六周年。市人大常委会工作的总体要求是：坚持以习近平新时代中国特色社会主义思想为指导，全面贯彻党的二十大和二十届历次全会精神，深入学习贯彻习近平总书记关于坚持和完善人民代表大会制度的重要思想，坚持党的领导、人民当家作主、依法治国有机统一，紧紧围绕市委工作部署，依法履行职责，为深圳加快建设更具全球影响力的经济中心城市和现代化国际大都市作出新的更大贡献。各位代表，新时代新征程，人大工作使命光荣、责任重大。: [260, 1976, 340, 2026]
- body-paragraph: 依法加强监督，推动法律法规有效实施和“一府一委两院”依法履职。常委会听取审议国民经济和社会发展计划执行情况、预算执行情况、审计工作等报告，组织开展执法检查，开展专题询问和专题调研，切实增强监督刚性和实效。尊重人民主体地位，充分发挥人大代表作用。: [260, 977, 340, 1005]
- body-paragraph: 严格执行向市委请示报告制度，重大事项、重要工作、重要立法及时向市委请示报告，确保市委决策部署在人大工作中得到不折不扣贯彻落实。围绕中心服务大局，坚持以高质量立法推动高质量发展。全年共制定、修改法规二十余件，深化经济特区立法与设区的市立法“双轨”并行，积极推进先行先试和改革创新，在科技创新、现代化产业体系、城市治理、民生保障、生态文明等重点领域加强立法，为深圳建设中国特色社会主义先行示范区提供坚实法治保障。: [7, 1095, 87, 1141]
- body-paragraph: 一年来，市人大常委会坚持以习近平新时代中国特色社会主义思想为指导，全面贯彻党的二十大和二十届历次全会精神，深入学习贯彻习近平总书记对广东、深圳系列重要讲话和重要指示精神，在市委坚强领导下，在全国人大常委会和省人大常委会有力指导下，紧紧围绕“加快建设更具全球影响力的经济中心城市和现代化国际大都市”目标，依法履行宪法法律赋予的职责，坚持党的领导、人民当家作主、依法治国有机统一，全面发展全过程人民民主，扎实推进立法、监督、代表等各项工作，为深圳在新征程上勇当尖兵、再立新功作出了人大贡献。坚持党的全面领导，确保人大工作正确政治方向。常委会党组认真落实第一议题制度，及时传达学习习近平总书记重要讲话和重要指示精神，把党的领导贯穿人大工作全过程各方面。: [7, 1925, 87, 1993]
- body-paragraph: 各位代表：现在，我受深圳市人民代表大会常务委员会委托，向大会报告工作，请予审议。过去一年的主要工作。2025年是高质量完成“十四五”规划目标任务、谋划“十五五”发展的关键之年。: [175, 2390, 255, 2409]
- body-paragraph: 各位代表：现在，我受深圳市人民代表大会常务委员会委托，向大会报告工作，请予审议。过去一年的主要工作。2025年是高质量完成“十四五”规划目标任务、谋划“十五五”发展的关键之年。: [428, 2216, 508, 2235]
- body-paragraph: 我们将认真研究改进。今年主要任务。2026年是“十五五”规划开局之年，也是深圳经济特区建立四十六周年。: [175, 1420, 255, 1434]
- body-paragraph: 2026年是“十五五”规划开局之年，也是深圳经济特区建立四十六周年。市人大常委会工作的总体要求是：坚持以习近平新时代中国特色社会主义思想为指导，全面贯彻党的二十大和二十届历次全会精神，深入学习贯彻习近平总书记关于坚持和完善人民代表大会制度的重要思想，坚持党的领导、人民当家作主、依法治国有机统一，紧紧围绕市委工作部署，依法履行职责，为深圳加快建设更具全球影响力的经济中心城市和现代化国际大都市作出新的更大贡献。各位代表，新时代新征程，人大工作使命光荣、责任重大。: [7, 1241, 87, 1291]
- body-paragraph: 常委会听取审议国民经济和社会发展计划执行情况、预算执行情况、审计工作等报告，组织开展执法检查，开展专题询问和专题调研，切实增强监督刚性和实效。尊重人民主体地位，充分发挥人大代表作用。完善代表联系人民群众制度，依托代表之家、代表联络站开展活动，认真办理代表议案建议，推动解决群众急难愁盼问题。: [91, 159, 171, 191]
- body-paragraph: 一年来，市人大常委会坚持以习近平新时代中国特色社会主义思想为指导，全面贯彻党的二十大和二十届历次全会精神，深入学习贯彻习近平总书记对广东、深圳系列重要讲话和重要指示精神，在市委坚强领导下，在全国人大常委会和省人大常委会有力指导下，紧紧围绕“加快建设更具全球影响力的经济中心城市和现代化国际大都市”目标，依法履行宪法法律赋予的职责，坚持党的领导、人民当家作主、依法治国有机统一，全面发展全过程人民民主，扎实推进立法、监督、代表等各项工作，为深圳在新征程上勇当尖兵、再立新功作出了人大贡献。坚持党的全面领导，确保人大工作正确政治方向。常委会党组认真落实第一议题制度，及时传达学习习近平总书记重要讲话和重要指示精神，把党的领导贯穿人大工作全过程各方面。: [344, 1986, 424, 2055]
- body-paragraph: 依法加强监督，推动法律法规有效实施和“一府一委两院”依法履职。常委会听取审议国民经济和社会发展计划执行情况、预算执行情况、审计工作等报告，组织开展执法检查，开展专题询问和专题调研，切实增强监督刚性和实效。尊重人民主体地位，充分发挥人大代表作用。: [428, 2352, 508, 2379]
- body-paragraph: 2025年是高质量完成“十四五”规划目标任务、谋划“十五五”发展的关键之年。一年来，市人大常委会坚持以习近平新时代中国特色社会主义思想为指导，全面贯彻党的二十大和二十届历次全会精神，深入学习贯彻习近平总书记对广东、深圳系列重要讲话和重要指示精神，在市委坚强领导下，在全国人大常委会和省人大常委会有力指导下，紧紧围绕“加快建设更具全球影响力的经济中心城市和现代化国际大都市”目标，依法履行宪法法律赋予的职责，坚持党的领导、人民当家作主、依法治国有机统一，全面发展全过程人民民主，扎实推进立法、监督、代表等各项工作，为深圳在新征程上勇当尖兵、再立新功作出了人大贡献。坚持党的全面领导，确保人大工作正确政治方向。: [344, 484, 424, 548]
- body-paragraph: 一年来，市人大常委会坚持以习近平新时代中国特色社会主义思想为指导，全面贯彻党的二十大和二十届历次全会精神，深入学习贯彻习近平总书记对广东、深圳系列重要讲话和重要指示精神，在市委坚强领导下，在全国人大常委会和省人大常委会有力指导下，紧紧围绕“加快建设更具全球影响力的经济中心城市和现代化国际大都市”目标，依法履行宪法法律赋予的职责，坚持党的领导、人民当家作主、依法治国有机统一，全面发展全过程人民民主，扎实推进立法、监督、代表等各项工作，为深圳在新征程上勇当尖兵、再立新功作出了人大贡献。坚持党的全面领导，确保人大工作正确政治方向。常委会党组认真落实第一议题制度，及时传达学习习近平总书记重要讲话和重要指示精神，把党的领导贯穿人大工作全过程各方面。: [260, 861, 340, 929]
- body-paragraph: 我们将认真研究改进。今年主要任务。2026年是“十五五”规划开局之年，也是深圳经济特区建立四十六周年。: [91, 253, 171, 268]
- body-paragraph: 市人大常委会工作的总体要求是：坚持以习近平新时代中国特色社会主义思想为指导，全面贯彻党的二十大和二十届历次全会精神，深入学习贯彻习近平总书记关于坚持和完善人民代表大会制度的重要思想，坚持党的领导、人民当家作主、依法治国有机统一，紧紧围绕市委工作部署，依法履行职责，为深圳加快建设更具全球影响力的经济中心城市和现代化国际大都市作出新的更大贡献。各位代表，新时代新征程，人大工作使命光荣、责任重大。让我们更加紧密地团结在以习近平同志为核心的党中央周围，在市委坚强领导下，坚定信心、勇毅前行，奋力开创深圳人大工作新局面。: [344, 1012, 424, 1066]
- body-paragraph: 加强自身建设，努力打造让党放心、让人民满意的政治机关、权力机关、工作机关、代表机关。各位代表，过去一年成绩的取得，是以习近平同志为核心的党中央坚强领导的结果，是习近平新时代中国特色社会主义思想科学指引的结果，是市委正确领导的结果，是全体人大代表、常委会组成人员和全市人民共同努力的结果。在肯定成绩的同时，我们也清醒认识到，工作中还存在一些不足：立法的精准性和时效性还需提高，监督的针对性和实效性还需增强，代表工作的广度和深度还需拓展，自身建设还有待加强。: [7, 1783, 87, 1833]
- body-paragraph: 依法加强监督，推动法律法规有效实施和“一府一委两院”依法履职。常委会听取审议国民经济和社会发展计划执行情况、预算执行情况、审计工作等报告，组织开展执法检查，开展专题询问和专题调研，切实增强监督刚性和实效。尊重人民主体地位，充分发挥人大代表作用。: [344, 2102, 424, 2130]
- body-paragraph: 我们将认真研究改进。今年主要任务。2026年是“十五五”规划开局之年，也是深圳经济特区建立四十六周年。: [91, 2061, 171, 2074]
- body-paragraph: 依法加强监督，推动法律法规有效实施和“一府一委两院”依法履职。常委会听取审议国民经济和社会发展计划执行情况、预算执行情况、审计工作等报告，组织开展执法检查，开展专题询问和专题调研，切实增强监督刚性和实效。尊重人民主体地位，充分发挥人大代表作用。: [7, 223, 87, 251]
- body-paragraph: 完善代表联系人民群众制度，依托代表之家、代表联络站开展活动，认真办理代表议案建议，推动解决群众急难愁盼问题。加强自身建设，努力打造让党放心、让人民满意的政治机关、权力机关、工作机关、代表机关。各位代表，过去一年成绩的取得，是以习近平同志为核心的党中央坚强领导的结果，是习近平新时代中国特色社会主义思想科学指引的结果，是市委正确领导的结果，是全体人大代表、常委会组成人员和全市人民共同努力的结果。: [91, 1397, 171, 1443]
- body-paragraph: 尊重人民主体地位，充分发挥人大代表作用。完善代表联系人民群众制度，依托代表之家、代表联络站开展活动，认真办理代表议案建议，推动解决群众急难愁盼问题。加强自身建设，努力打造让党放心、让人民满意的政治机关、权力机关、工作机关、代表机关。: [175, 1951, 255, 1979]
- body-paragraph: 市人大常委会工作的总体要求是：坚持以习近平新时代中国特色社会主义思想为指导，全面贯彻党的二十大和二十届历次全会精神，深入学习贯彻习近平总书记关于坚持和完善人民代表大会制度的重要思想，坚持党的领导、人民当家作主、依法治国有机统一，紧紧围绕市委工作部署，依法履行职责，为深圳加快建设更具全球影响力的经济中心城市和现代化国际大都市作出新的更大贡献。各位代表，新时代新征程，人大工作使命光荣、责任重大。让我们更加紧密地团结在以习近平同志为核心的党中央周围，在市委坚强领导下，坚定信心、勇毅前行，奋力开创深圳人大工作新局面。: [91, 269, 171, 323]
- body-paragraph: 加强自身建设，努力打造让党放心、让人民满意的政治机关、权力机关、工作机关、代表机关。各位代表，过去一年成绩的取得，是以习近平同志为核心的党中央坚强领导的结果，是习近平新时代中国特色社会主义思想科学指引的结果，是市委正确领导的结果，是全体人大代表、常委会组成人员和全市人民共同努力的结果。在肯定成绩的同时，我们也清醒认识到，工作中还存在一些不足：立法的精准性和时效性还需提高，监督的针对性和实效性还需增强，代表工作的广度和深度还需拓展，自身建设还有待加强。: [344, 945, 424, 995]
- body-paragraph: 依法加强监督，推动法律法规有效实施和“一府一委两院”依法履职。常委会听取审议国民经济和社会发展计划执行情况、预算执行情况、审计工作等报告，组织开展执法检查，开展专题询问和专题调研，切实增强监督刚性和实效。尊重人民主体地位，充分发挥人大代表作用。: [428, 553, 508, 581]
- body-paragraph: 过去一年的主要工作。2025年是高质量完成“十四五”规划目标任务、谋划“十五五”发展的关键之年。一年来，市人大常委会坚持以习近平新时代中国特色社会主义思想为指导，全面贯彻党的二十大和二十届历次全会精神，深入学习贯彻习近平总书记对广东、深圳系列重要讲话和重要指示精神，在市委坚强领导下，在全国人大常委会和省人大常委会有力指导下，紧紧围绕“加快建设更具全球影响力的经济中心城市和现代化国际大都市”目标，依法履行宪法法律赋予的职责，坚持党的领导、人民当家作主、依法治国有机统一，全面发展全过程人民民主，扎实推进立法、监督、代表等各项工作，为深圳在新征程上勇当尖兵、再立新功作出了人大贡献。: [175, 291, 255, 354]
- body-paragraph: 今年主要任务。2026年是“十五五”规划开局之年，也是深圳经济特区建立四十六周年。市人大常委会工作的总体要求是：坚持以习近平新时代中国特色社会主义思想为指导，全面贯彻党的二十大和二十届历次全会精神，深入学习贯彻习近平总书记关于坚持和完善人民代表大会制度的重要思想，坚持党的领导、人民当家作主、依法治国有机统一，紧紧围绕市委工作部署，依法履行职责，为深圳加快建设更具全球影响力的经济中心城市和现代化国际大都市作出新的更大贡献。: [175, 2023, 255, 2068]
- body-paragraph: 围绕中心服务大局，坚持以高质量立法推动高质量发展。全年共制定、修改法规二十余件，深化经济特区立法与设区的市立法“双轨”并行，积极推进先行先试和改革创新，在科技创新、现代化产业体系、城市治理、民生保障、生态文明等重点领域加强立法，为深圳建设中国特色社会主义先行示范区提供坚实法治保障。依法加强监督，推动法律法规有效实施和“一府一委两院”依法履职。: [428, 215, 508, 251]
- body-paragraph: 依法加强监督，推动法律法规有效实施和“一府一委两院”依法履职。常委会听取审议国民经济和社会发展计划执行情况、预算执行情况、审计工作等报告，组织开展执法检查，开展专题询问和专题调研，切实增强监督刚性和实效。尊重人民主体地位，充分发挥人大代表作用。: [428, 1453, 508, 1480]
- body-paragraph: 各位代表：现在，我受深圳市人民代表大会常务委员会委托，向大会报告工作，请予审议。过去一年的主要工作。2025年是高质量完成“十四五”规划目标任务、谋划“十五五”发展的关键之年。: [7, 88, 87, 107]
- body-paragraph: 市人大常委会工作的总体要求是：坚持以习近平新时代中国特色社会主义思想为指导，全面贯彻党的二十大和二十届历次全会精神，深入学习贯彻习近平总书记关于坚持和完善人民代表大会制度的重要思想，坚持党的领导、人民当家作主、依法治国有机统一，紧紧围绕市委工作部署，依法履行职责，为深圳加快建设更具全球影响力的经济中心城市和现代化国际大都市作出新的更大贡献。各位代表，新时代新征程，人大工作使命光荣、责任重大。让我们更加紧密地团结在以习近平同志为核心的党中央周围，在市委坚强领导下，坚定信心、勇毅前行，奋力开创深圳人大工作新局面。: [344, 1911, 424, 1965]
- body-paragraph: 让我们更加紧密地团结在以习近平同志为核心的党中央周围，在市委坚强领导下，坚定信心、勇毅前行，奋力开创深圳人大工作新局面。各位代表：现在，我受深圳市人民代表大会常务委员会委托，向大会报告工作，请予审议。过去一年的主要工作。: [91, 1519, 171, 1547]
- body-paragraph: 各位代表，过去一年成绩的取得，是以习近平同志为核心的党中央坚强领导的结果，是习近平新时代中国特色社会主义思想科学指引的结果，是市委正确领导的结果，是全体人大代表、常委会组成人员和全市人民共同努力的结果。在肯定成绩的同时，我们也清醒认识到，工作中还存在一些不足：立法的精准性和时效性还需提高，监督的针对性和实效性还需增强，代表工作的广度和深度还需拓展，自身建设还有待加强。我们将认真研究改进。: [91, 823, 171, 864]
- body-paragraph: 全年共制定、修改法规二十余件，深化经济特区立法与设区的市立法“双轨”并行，积极推进先行先试和改革创新，在科技创新、现代化产业体系、城市治理、民生保障、生态文明等重点领域加强立法，为深圳建设中国特色社会主义先行示范区提供坚实法治保障。依法加强监督，推动法律法规有效实施和“一府一委两院”依法履职。常委会听取审议国民经济和社会发展计划执行情况、预算执行情况、审计工作等报告，组织开展执法检查，开展专题询问和专题调研，切实增强监督刚性和实效。: [428, 1731, 508, 1777]
- body-paragraph: 尊重人民主体地位，充分发挥人大代表作用。完善代表联系人民群众制度，依托代表之家、代表联络站开展活动，认真办理代表议案建议，推动解决群众急难愁盼问题。加强自身建设，努力打造让党放心、让人民满意的政治机关、权力机关、工作机关、代表机关。: [344, 2427, 424, 2455]
- body-paragraph: 各位代表，过去一年成绩的取得，是以习近平同志为核心的党中央坚强领导的结果，是习近平新时代中国特色社会主义思想科学指引的结果，是市委正确领导的结果，是全体人大代表、常委会组成人员和全市人民共同努力的结果。在肯定成绩的同时，我们也清醒认识到，工作中还存在一些不足：立法的精准性和时效性还需提高，监督的针对性和实效性还需增强，代表工作的广度和深度还需拓展，自身建设还有待加强。我们将认真研究改进。: [91, 1722, 171, 1764]
- body-paragraph: 严格执行向市委请示报告制度，重大事项、重要工作、重要立法及时向市委请示报告，确保市委决策部署在人大工作中得到不折不扣贯彻落实。围绕中心服务大局，坚持以高质量立法推动高质量发展。全年共制定、修改法规二十余件，深化经济特区立法与设区的市立法“双轨”并行，积极推进先行先试和改革创新，在科技创新、现代化产业体系、城市治理、民生保障、生态文明等重点领域加强立法，为深圳建设中国特色社会主义先行示范区提供坚实法治保障。: [175, 2479, 255, 2525]
- body-paragraph: 我们将认真研究改进。今年主要任务。2026年是“十五五”规划开局之年，也是深圳经济特区建立四十六周年。: [344, 88, 424, 102]
- body-paragraph: 各位代表，过去一年成绩的取得，是以习近平同志为核心的党中央坚强领导的结果，是习近平新时代中国特色社会主义思想科学指引的结果，是市委正确领导的结果，是全体人大代表、常委会组成人员和全市人民共同努力的结果。在肯定成绩的同时，我们也清醒认识到，工作中还存在一些不足：立法的精准性和时效性还需提高，监督的针对性和实效性还需增强，代表工作的广度和深度还需拓展，自身建设还有待加强。我们将认真研究改进。: [7, 587, 87, 628]
- body-paragraph: 各位代表：现在，我受深圳市人民代表大会常务委员会委托，向大会报告工作，请予审议。过去一年的主要工作。2025年是高质量完成“十四五”规划目标任务、谋划“十五五”发展的关键之年。: [91, 2132, 171, 2150]
- body-paragraph: 今年主要任务。2026年是“十五五”规划开局之年，也是深圳经济特区建立四十六周年。市人大常委会工作的总体要求是：坚持以习近平新时代中国特色社会主义思想为指导，全面贯彻党的二十大和二十届历次全会精神，深入学习贯彻习近平总书记关于坚持和完善人民代表大会制度的重要思想，坚持党的领导、人民当家作主、依法治国有机统一，紧紧围绕市委工作部署，依法履行职责，为深圳加快建设更具全球影响力的经济中心城市和现代化国际大都市作出新的更大贡献。: [260, 464, 340, 510]
- body-paragraph: 在肯定成绩的同时，我们也清醒认识到，工作中还存在一些不足：立法的精准性和时效性还需提高，监督的针对性和实效性还需增强，代表工作的广度和深度还需拓展，自身建设还有待加强。我们将认真研究改进。今年主要任务。: [91, 535, 171, 559]
- body-paragraph: 围绕中心服务大局，坚持以高质量立法推动高质量发展。全年共制定、修改法规二十余件，深化经济特区立法与设区的市立法“双轨”并行，积极推进先行先试和改革创新，在科技创新、现代化产业体系、城市治理、民生保障、生态文明等重点领域加强立法，为深圳建设中国特色社会主义先行示范区提供坚实法治保障。依法加强监督，推动法律法规有效实施和“一府一委两院”依法履职。: [260, 2445, 340, 2482]
- body-paragraph: 2025年是高质量完成“十四五”规划目标任务、谋划“十五五”发展的关键之年。一年来，市人大常委会坚持以习近平新时代中国特色社会主义思想为指导，全面贯彻党的二十大和二十届历次全会精神，深入学习贯彻习近平总书记对广东、深圳系列重要讲话和重要指示精神，在市委坚强领导下，在全国人大常委会和省人大常委会有力指导下，紧紧围绕“加快建设更具全球影响力的经济中心城市和现代化国际大都市”目标，依法履行宪法法律赋予的职责，坚持党的领导、人民当家作主、依法治国有机统一，全面发展全过程人民民主，扎实推进立法、监督、代表等各项工作，为深圳在新征程上勇当尖兵、再立新功作出了人大贡献。坚持党的全面领导，确保人大工作正确政治方向。: [428, 1633, 508, 1696]
- body-paragraph: 常委会党组认真落实第一议题制度，及时传达学习习近平总书记重要讲话和重要指示精神，把党的领导贯穿人大工作全过程各方面。严格执行向市委请示报告制度，重大事项、重要工作、重要立法及时向市委请示报告，确保市委决策部署在人大工作中得到不折不扣贯彻落实。围绕中心服务大局，坚持以高质量立法推动高质量发展。: [91, 715, 171, 747]
- body-paragraph: 2026年是“十五五”规划开局之年，也是深圳经济特区建立四十六周年。市人大常委会工作的总体要求是：坚持以习近平新时代中国特色社会主义思想为指导，全面贯彻党的二十大和二十届历次全会精神，深入学习贯彻习近平总书记关于坚持和完善人民代表大会制度的重要思想，坚持党的领导、人民当家作主、依法治国有机统一，紧紧围绕市委工作部署，依法履行职责，为深圳加快建设更具全球影响力的经济中心城市和现代化国际大都市作出新的更大贡献。各位代表，新时代新征程，人大工作使命光荣、责任重大。: [344, 405, 424, 455]
- body-paragraph: 完善代表联系人民群众制度，依托代表之家、代表联络站开展活动，认真办理代表议案建议，推动解决群众急难愁盼问题。加强自身建设，努力打造让党放心、让人民满意的政治机关、权力机关、工作机关、代表机关。各位代表，过去一年成绩的取得，是以习近平同志为核心的党中央坚强领导的结果，是习近平新时代中国特色社会主义思想科学指引的结果，是市委正确领导的结果，是全体人大代表、常委会组成人员和全市人民共同努力的结果。: [175, 1655, 255, 1701]
- body-paragraph: 今年主要任务。2026年是“十五五”规划开局之年，也是深圳经济特区建立四十六周年。市人大常委会工作的总体要求是：坚持以习近平新时代中国特色社会主义思想为指导，全面贯彻党的二十大和二十届历次全会精神，深入学习贯彻习近平总书记关于坚持和完善人民代表大会制度的重要思想，坚持党的领导、人民当家作主、依法治国有机统一，紧紧围绕市委工作部署，依法履行职责，为深圳加快建设更具全球影响力的经济中心城市和现代化国际大都市作出新的更大贡献。: [428, 949, 508, 995]
- body-paragraph: 依法加强监督，推动法律法规有效实施和“一府一委两院”依法履职。常委会听取审议国民经济和社会发展计划执行情况、预算执行情况、审计工作等报告，组织开展执法检查，开展专题询问和专题调研，切实增强监督刚性和实效。尊重人民主体地位，充分发挥人大代表作用。: [260, 1876, 340, 1904]
- body-paragraph: 各位代表：现在，我受深圳市人民代表大会常务委员会委托，向大会报告工作，请予审议。过去一年的主要工作。2025年是高质量完成“十四五”规划目标任务、谋划“十五五”发展的关键之年。: [7, 1905, 87, 1924]
- body-paragraph: 坚持党的全面领导，确保人大工作正确政治方向。常委会党组认真落实第一议题制度，及时传达学习习近平总书记重要讲话和重要指示精神，把党的领导贯穿人大工作全过程各方面。严格执行向市委请示报告制度，重大事项、重要工作、重要立法及时向市委请示报告，确保市委决策部署在人大工作中得到不折不扣贯彻落实。: [91, 1006, 171, 1039]
- body-paragraph: 常委会党组认真落实第一议题制度，及时传达学习习近平总书记重要讲话和重要指示精神，把党的领导贯穿人大工作全过程各方面。严格执行向市委请示报告制度，重大事项、重要工作、重要立法及时向市委请示报告，确保市委决策部署在人大工作中得到不折不扣贯彻落实。围绕中心服务大局，坚持以高质量立法推动高质量发展。: [260, 314, 340, 346]
- body-paragraph: 严格执行向市委请示报告制度，重大事项、重要工作、重要立法及时向市委请示报告，确保市委决策部署在人大工作中得到不折不扣贯彻落实。围绕中心服务大局，坚持以高质量立法推动高质量发展。全年共制定、修改法规二十余件，深化经济特区立法与设区的市立法“双轨”并行，积极推进先行先试和改革创新，在科技创新、现代化产业体系、城市治理、民生保障、生态文明等重点领域加强立法，为深圳建设中国特色社会主义先行示范区提供坚实法治保障。: [91, 1322, 171, 1368]
- body-paragraph: 依法加强监督，推动法律法规有效实施和“一府一委两院”依法履职。常委会听取审议国民经济和社会发展计划执行情况、预算执行情况、审计工作等报告，组织开展执法检查，开展专题询问和专题调研，切实增强监督刚性和实效。尊重人民主体地位，充分发挥人大代表作用。: [344, 304, 424, 332]
- body-paragraph: 完善代表联系人民群众制度，依托代表之家、代表联络站开展活动，认真办理代表议案建议，推动解决群众急难愁盼问题。加强自身建设，努力打造让党放心、让人民满意的政治机关、权力机关、工作机关、代表机关。各位代表，过去一年成绩的取得，是以习近平同志为核心的党中央坚强领导的结果，是习近平新时代中国特色社会主义思想科学指引的结果，是市委正确领导的结果，是全体人大代表、常委会组成人员和全市人民共同努力的结果。: [260, 1006, 340, 1052]
- body-paragraph: 在肯定成绩的同时，我们也清醒认识到，工作中还存在一些不足：立法的精准性和时效性还需提高，监督的针对性和实效性还需增强，代表工作的广度和深度还需拓展，自身建设还有待加强。我们将认真研究改进。今年主要任务。: [175, 804, 255, 826]
- body-paragraph: 让我们更加紧密地团结在以习近平同志为核心的党中央周围，在市委坚强领导下，坚定信心、勇毅前行，奋力开创深圳人大工作新局面。各位代表：现在，我受深圳市人民代表大会常务委员会委托，向大会报告工作，请予审议。过去一年的主要工作。: [260, 2027, 340, 2055]
- page-number: 04: [7, 6, 18, 16]
- body-paragraph: 各位代表，新时代新征程，人大工作使命光荣、责任重大。让我们更加紧密地团结在以习近平同志为核心的党中央周围，在市委坚强领导下，坚定信心、勇毅前行，奋力开创深圳人大工作新局面。各位代表：现在，我受深圳市人民代表大会常务委员会委托，向大会报告工作，请予审议。: [344, 748, 424, 775]
- body-paragraph: 完善代表联系人民群众制度，依托代表之家、代表联络站开展活动，认真办理代表议案建议，推动解决群众急难愁盼问题。加强自身建设，努力打造让党放心、让人民满意的政治机关、权力机关、工作机关、代表机关。各位代表，过去一年成绩的取得，是以习近平同志为核心的党中央坚强领导的结果，是习近平新时代中国特色社会主义思想科学指引的结果，是市委正确领导的结果，是全体人大代表、常委会组成人员和全市人民共同努力的结果。: [91, 2296, 171, 2342]
- body-paragraph: 今年主要任务。2026年是“十五五”规划开局之年，也是深圳经济特区建立四十六周年。市人大常委会工作的总体要求是：坚持以习近平新时代中国特色社会主义思想为指导，全面贯彻党的二十大和二十届历次全会精神，深入学习贯彻习近平总书记关于坚持和完善人民代表大会制度的重要思想，坚持党的领导、人民当家作主、依法治国有机统一，紧紧围绕市委工作部署，依法履行职责，为深圳加快建设更具全球影响力的经济中心城市和现代化国际大都市作出新的更大贡献。: [344, 1599, 424, 1645]
- body-paragraph: 各位代表，新时代新征程，人大工作使命光荣、责任重大。让我们更加紧密地团结在以习近平同志为核心的党中央周围，在市委坚强领导下，坚定信心、勇毅前行，奋力开创深圳人大工作新局面。各位代表：现在，我受深圳市人民代表大会常务委员会委托，向大会报告工作，请予审议。: [7, 685, 87, 713]
- body-paragraph: 各位代表，过去一年成绩的取得，是以习近平同志为核心的党中央坚强领导的结果，是习近平新时代中国特色社会主义思想科学指引的结果，是市委正确领导的结果，是全体人大代表、常委会组成人员和全市人民共同努力的结果。在肯定成绩的同时，我们也清醒认识到，工作中还存在一些不足：立法的精准性和时效性还需提高，监督的针对性和实效性还需增强，代表工作的广度和深度还需拓展，自身建设还有待加强。我们将认真研究改进。: [175, 164, 255, 204]
- body-paragraph: 加强自身建设，努力打造让党放心、让人民满意的政治机关、权力机关、工作机关、代表机关。各位代表，过去一年成绩的取得，是以习近平同志为核心的党中央坚强领导的结果，是习近平新时代中国特色社会主义思想科学指引的结果，是市委正确领导的结果，是全体人大代表、常委会组成人员和全市人民共同努力的结果。在肯定成绩的同时，我们也清醒认识到，工作中还存在一些不足：立法的精准性和时效性还需提高，监督的针对性和实效性还需增强，代表工作的广度和深度还需拓展，自身建设还有待加强。: [175, 1369, 255, 1419]
- body-paragraph: 让我们更加紧密地团结在以习近平同志为核心的党中央周围，在市委坚强领导下，坚定信心、勇毅前行，奋力开创深圳人大工作新局面。各位代表：现在，我受深圳市人民代表大会常务委员会委托，向大会报告工作，请予审议。过去一年的主要工作。: [260, 1129, 340, 1156]
- section-heading: 一、坚持党的全面领导: [24, 676, 68, 683]
- body-paragraph: 完善代表联系人民群众制度，依托代表之家、代表联络站开展活动，认真办理代表议案建议，推动解决群众急难愁盼问题。加强自身建设，努力打造让党放心、让人民满意的政治机关、权力机关、工作机关、代表机关。各位代表，过去一年成绩的取得，是以习近平同志为核心的党中央坚强领导的结果，是习近平新时代中国特色社会主义思想科学指引的结果，是市委正确领导的结果，是全体人大代表、常委会组成人员和全市人民共同努力的结果。: [344, 1232, 424, 1278]
- body-paragraph: 全年共制定、修改法规二十余件，深化经济特区立法与设区的市立法“双轨”并行，积极推进先行先试和改革创新，在科技创新、现代化产业体系、城市治理、民生保障、生态文明等重点领域加强立法，为深圳建设中国特色社会主义先行示范区提供坚实法治保障。依法加强监督，推动法律法规有效实施和“一府一委两院”依法履职。常委会听取审议国民经济和社会发展计划执行情况、预算执行情况、审计工作等报告，组织开展执法检查，开展专题询问和专题调研，切实增强监督刚性和实效。: [344, 2380, 424, 2426]
- body-paragraph: 让我们更加紧密地团结在以习近平同志为核心的党中央周围，在市委坚强领导下，坚定信心、勇毅前行，奋力开创深圳人大工作新局面。各位代表：现在，我受深圳市人民代表大会常务委员会委托，向大会报告工作，请予审议。过去一年的主要工作。: [260, 210, 340, 238]
- body-paragraph: 依法加强监督，推动法律法规有效实施和“一府一委两院”依法履职。常委会听取审议国民经济和社会发展计划执行情况、预算执行情况、审计工作等报告，组织开展执法检查，开展专题询问和专题调研，切实增强监督刚性和实效。尊重人民主体地位，充分发挥人大代表作用。: [7, 1142, 87, 1169]
- body-paragraph: 尊重人民主体地位，充分发挥人大代表作用。完善代表联系人民群众制度，依托代表之家、代表联络站开展活动，认真办理代表议案建议，推动解决群众急难愁盼问题。加强自身建设，努力打造让党放心、让人民满意的政治机关、权力机关、工作机关、代表机关。: [175, 1052, 255, 1080]
- body-paragraph: 加强自身建设，努力打造让党放心、让人民满意的政治机关、权力机关、工作机关、代表机关。各位代表，过去一年成绩的取得，是以习近平同志为核心的党中央坚强领导的结果，是习近平新时代中国特色社会主义思想科学指引的结果，是市委正确领导的结果，是全体人大代表、常委会组成人员和全市人民共同努力的结果。在肯定成绩的同时，我们也清醒认识到，工作中还存在一些不足：立法的精准性和时效性还需提高，监督的针对性和实效性还需增强，代表工作的广度和深度还需拓展，自身建设还有待加强。: [344, 1844, 424, 1894]
- sub-headline: ——2026年2月10日在深圳市第七届人民代表大会第七次会议上: [121, 61, 394, 72]
- body-paragraph: 一年来，市人大常委会坚持以习近平新时代中国特色社会主义思想为指导，全面贯彻党的二十大和二十届历次全会精神，深入学习贯彻习近平总书记对广东、深圳系列重要讲话和重要指示精神，在市委坚强领导下，在全国人大常委会和省人大常委会有力指导下，紧紧围绕“加快建设更具全球影响力的经济中心城市和现代化国际大都市”目标，依法履行宪法法律赋予的职责，坚持党的领导、人民当家作主、依法治国有机统一，全面发展全过程人民民主，扎实推进立法、监督、代表等各项工作，为深圳在新征程上勇当尖兵、再立新功作出了人大贡献。坚持党的全面领导，确保人大工作正确政治方向。常委会党组认真落实第一议题制度，及时传达学习习近平总书记重要讲话和重要指示精神，把党的领导贯穿人大工作全过程各方面。: [344, 178, 424, 247]
- body-paragraph: 今年主要任务。2026年是“十五五”规划开局之年，也是深圳经济特区建立四十六周年。市人大常委会工作的总体要求是：坚持以习近平新时代中国特色社会主义思想为指导，全面贯彻党的二十大和二十届历次全会精神，深入学习贯彻习近平总书记关于坚持和完善人民代表大会制度的重要思想，坚持党的领导、人民当家作主、依法治国有机统一，紧紧围绕市委工作部署，依法履行职责，为深圳加快建设更具全球影响力的经济中心城市和现代化国际大都市作出新的更大贡献。: [260, 2272, 340, 2318]
- body-paragraph: 全年共制定、修改法规二十余件，深化经济特区立法与设区的市立法“双轨”并行，积极推进先行先试和改革创新，在科技创新、现代化产业体系、城市治理、民生保障、生态文明等重点领域加强立法，为深圳建设中国特色社会主义先行示范区提供坚实法治保障。依法加强监督，推动法律法规有效实施和“一府一委两院”依法履职。常委会听取审议国民经济和社会发展计划执行情况、预算执行情况、审计工作等报告，组织开展执法检查，开展专题询问和专题调研，切实增强监督刚性和实效。: [91, 748, 171, 793]
- body-paragraph: 常委会听取审议国民经济和社会发展计划执行情况、预算执行情况、审计工作等报告，组织开展执法检查，开展专题询问和专题调研，切实增强监督刚性和实效。尊重人民主体地位，充分发挥人大代表作用。完善代表联系人民群众制度，依托代表之家、代表联络站开展活动，认真办理代表议案建议，推动解决群众急难愁盼问题。: [175, 1336, 255, 1368]
- body-paragraph: 市人大常委会工作的总体要求是：坚持以习近平新时代中国特色社会主义思想为指导，全面贯彻党的二十大和二十届历次全会精神，深入学习贯彻习近平总书记关于坚持和完善人民代表大会制度的重要思想，坚持党的领导、人民当家作主、依法治国有机统一，紧紧围绕市委工作部署，依法履行职责，为深圳加快建设更具全球影响力的经济中心城市和现代化国际大都市作出新的更大贡献。各位代表，新时代新征程，人大工作使命光荣、责任重大。让我们更加紧密地团结在以习近平同志为核心的党中央周围，在市委坚强领导下，坚定信心、勇毅前行，奋力开创深圳人大工作新局面。: [175, 1435, 255, 1490]
- body-paragraph: 今年主要任务。2026年是“十五五”规划开局之年，也是深圳经济特区建立四十六周年。市人大常委会工作的总体要求是：坚持以习近平新时代中国特色社会主义思想为指导，全面贯彻党的二十大和二十届历次全会精神，深入学习贯彻习近平总书记关于坚持和完善人民代表大会制度的重要思想，坚持党的领导、人民当家作主、依法治国有机统一，紧紧围绕市委工作部署，依法履行职责，为深圳加快建设更具全球影响力的经济中心城市和现代化国际大都市作出新的更大贡献。: [344, 2498, 424, 2544]
- body-paragraph: 常委会党组认真落实第一议题制度，及时传达学习习近平总书记重要讲话和重要指示精神，把党的领导贯穿人大工作全过程各方面。严格执行向市委请示报告制度，重大事项、重要工作、重要立法及时向市委请示报告，确保市委决策部署在人大工作中得到不折不扣贯彻落实。围绕中心服务大局，坚持以高质量立法推动高质量发展。: [260, 2120, 340, 2153]
- body-paragraph: 完善代表联系人民群众制度，依托代表之家、代表联络站开展活动，认真办理代表议案建议，推动解决群众急难愁盼问题。加强自身建设，努力打造让党放心、让人民满意的政治机关、权力机关、工作机关、代表机关。各位代表，过去一年成绩的取得，是以习近平同志为核心的党中央坚强领导的结果，是习近平新时代中国特色社会主义思想科学指引的结果，是市委正确领导的结果，是全体人大代表、常委会组成人员和全市人民共同努力的结果。: [428, 1481, 508, 1527]
- body-paragraph: 常委会党组认真落实第一议题制度，及时传达学习习近平总书记重要讲话和重要指示精神，把党的领导贯穿人大工作全过程各方面。严格执行向市委请示报告制度，重大事项、重要工作、重要立法及时向市委请示报告，确保市委决策部署在人大工作中得到不折不扣贯彻落实。围绕中心服务大局，坚持以高质量立法推动高质量发展。: [7, 478, 87, 510]
- body-paragraph: 依法加强监督，推动法律法规有效实施和“一府一委两院”依法履职。常委会听取审议国民经济和社会发展计划执行情况、预算执行情况、审计工作等报告，组织开展执法检查，开展专题询问和专题调研，切实增强监督刚性和实效。尊重人民主体地位，充分发挥人大代表作用。: [175, 2526, 255, 2553]
- body-paragraph: 2025年是高质量完成“十四五”规划目标任务、谋划“十五五”发展的关键之年。一年来，市人大常委会坚持以习近平新时代中国特色社会主义思想为指导，全面贯彻党的二十大和二十届历次全会精神，深入学习贯彻习近平总书记对广东、深圳系列重要讲话和重要指示精神，在市委坚强领导下，在全国人大常委会和省人大常委会有力指导下，紧紧围绕“加快建设更具全球影响力的经济中心城市和现代化国际大都市”目标，依法履行宪法法律赋予的职责，坚持党的领导、人民当家作主、依法治国有机统一，全面发展全过程人民民主，扎实推进立法、监督、代表等各项工作，为深圳在新征程上勇当尖兵、再立新功作出了人大贡献。坚持党的全面领导，确保人大工作正确政治方向。: [260, 249, 340, 313]
- text-column: [260, 88, 340, 2567]
- body-paragraph: 加强自身建设，努力打造让党放心、让人民满意的政治机关、权力机关、工作机关、代表机关。各位代表，过去一年成绩的取得，是以习近平同志为核心的党中央坚强领导的结果，是习近平新时代中国特色社会主义思想科学指引的结果，是市委正确领导的结果，是全体人大代表、常委会组成人员和全市人民共同努力的结果。在肯定成绩的同时，我们也清醒认识到，工作中还存在一些不足：立法的精准性和时效性还需提高，监督的针对性和实效性还需增强，代表工作的广度和深度还需拓展，自身建设还有待加强。: [260, 719, 340, 769]
- body-paragraph: 过去一年的主要工作。2025年是高质量完成“十四五”规划目标任务、谋划“十五五”发展的关键之年。一年来，市人大常委会坚持以习近平新时代中国特色社会主义思想为指导，全面贯彻党的二十大和二十届历次全会精神，深入学习贯彻习近平总书记对广东、深圳系列重要讲话和重要指示精神，在市委坚强领导下，在全国人大常委会和省人大常委会有力指导下，紧紧围绕“加快建设更具全球影响力的经济中心城市和现代化国际大都市”目标，依法履行宪法法律赋予的职责，坚持党的领导、人民当家作主、依法治国有机统一，全面发展全过程人民民主，扎实推进立法、监督、代表等各项工作，为深圳在新征程上勇当尖兵、再立新功作出了人大贡献。: [91, 1840, 171, 1904]
- body-paragraph: 让我们更加紧密地团结在以习近平同志为核心的党中央周围，在市委坚强领导下，坚定信心、勇毅前行，奋力开创深圳人大工作新局面。各位代表：现在，我受深圳市人民代表大会常务委员会委托，向大会报告工作，请予审议。过去一年的主要工作。: [91, 612, 171, 639]
- body-paragraph: 让我们更加紧密地团结在以习近平同志为核心的党中央周围，在市委坚强领导下，坚定信心、勇毅前行，奋力开创深圳人大工作新局面。各位代表：现在，我受深圳市人民代表大会常务委员会委托，向大会报告工作，请予审议。过去一年的主要工作。: [175, 879, 255, 907]
- body-paragraph: 坚持党的全面领导，确保人大工作正确政治方向。常委会党组认真落实第一议题制度，及时传达学习习近平总书记重要讲话和重要指示精神，把党的领导贯穿人大工作全过程各方面。严格执行向市委请示报告制度，重大事项、重要工作、重要立法及时向市委请示报告，确保市委决策部署在人大工作中得到不折不扣贯彻落实。: [260, 1513, 340, 1545]
- body-paragraph: 围绕中心服务大局，坚持以高质量立法推动高质量发展。全年共制定、修改法规二十余件，深化经济特区立法与设区的市立法“双轨”并行，积极推进先行先试和改革创新，在科技创新、现代化产业体系、城市治理、民生保障、生态文明等重点领域加强立法，为深圳建设中国特色社会主义先行示范区提供坚实法治保障。依法加强监督，推动法律法规有效实施和“一府一委两院”依法履职。: [344, 874, 424, 910]
- body-paragraph: 一年来，市人大常委会坚持以习近平新时代中国特色社会主义思想为指导，全面贯彻党的二十大和二十届历次全会精神，深入学习贯彻习近平总书记对广东、深圳系列重要讲话和重要指示精神，在市委坚强领导下，在全国人大常委会和省人大常委会有力指导下，紧紧围绕“加快建设更具全球影响力的经济中心城市和现代化国际大都市”目标，依法履行宪法法律赋予的职责，坚持党的领导、人民当家作主、依法治国有机统一，全面发展全过程人民民主，扎实推进立法、监督、代表等各项工作，为深圳在新征程上勇当尖兵、再立新功作出了人大贡献。坚持党的全面领导，确保人大工作正确政治方向。常委会党组认真落实第一议题制度，及时传达学习习近平总书记重要讲话和重要指示精神，把党的领导贯穿人大工作全过程各方面。: [175, 1511, 255, 1579]
- body-paragraph: 市人大常委会工作的总体要求是：坚持以习近平新时代中国特色社会主义思想为指导，全面贯彻党的二十大和二十届历次全会精神，深入学习贯彻习近平总书记关于坚持和完善人民代表大会制度的重要思想，坚持党的领导、人民当家作主、依法治国有机统一，紧紧围绕市委工作部署，依法履行职责，为深圳加快建设更具全球影响力的经济中心城市和现代化国际大都市作出新的更大贡献。各位代表，新时代新征程，人大工作使命光荣、责任重大。让我们更加紧密地团结在以习近平同志为核心的党中央周围，在市委坚强领导下，坚定信心、勇毅前行，奋力开创深圳人大工作新局面。: [91, 2075, 171, 2131]
- body-paragraph: 2025年是高质量完成“十四五”规划目标任务、谋划“十五五”发展的关键之年。一年来，市人大常委会坚持以习近平新时代中国特色社会主义思想为指导，全面贯彻党的二十大和二十届历次全会精神，深入学习贯彻习近平总书记对广东、深圳系列重要讲话和重要指示精神，在市委坚强领导下，在全国人大常委会和省人大常委会有力指导下，紧紧围绕“加快建设更具全球影响力的经济中心城市和现代化国际大都市”目标，依法履行宪法法律赋予的职责，坚持党的领导、人民当家作主、依法治国有机统一，全面发展全过程人民民主，扎实推进立法、监督、代表等各项工作，为深圳在新征程上勇当尖兵、再立新功作出了人大贡献。坚持党的全面领导，确保人大工作正确政治方向。: [91, 650, 171, 713]
- body-paragraph: 市人大常委会工作的总体要求是：坚持以习近平新时代中国特色社会主义思想为指导，全面贯彻党的二十大和二十届历次全会精神，深入学习贯彻习近平总书记关于坚持和完善人民代表大会制度的重要思想，坚持党的领导、人民当家作主、依法治国有机统一，紧紧围绕市委工作部署，依法履行职责，为深圳加快建设更具全球影响力的经济中心城市和现代化国际大都市作出新的更大贡献。各位代表，新时代新征程，人大工作使命光荣、责任重大。让我们更加紧密地团结在以习近平同志为核心的党中央周围，在市委坚强领导下，坚定信心、勇毅前行，奋力开创深圳人大工作新局面。: [428, 1261, 508, 1316]
- body-paragraph: 坚持党的全面领导，确保人大工作正确政治方向。常委会党组认真落实第一议题制度，及时传达学习习近平总书记重要讲话和重要指示精神，把党的领导贯穿人大工作全过程各方面。严格执行向市委请示报告制度，重大事项、重要工作、重要立法及时向市委请示报告，确保市委决策部署在人大工作中得到不折不扣贯彻落实。: [344, 1739, 424, 1772]
- body-paragraph: 常委会党组认真落实第一议题制度，及时传达学习习近平总书记重要讲话和重要指示精神，把党的领导贯穿人大工作全过程各方面。严格执行向市委请示报告制度，重大事项、重要工作、重要立法及时向市委请示报告，确保市委决策部署在人大工作中得到不折不扣贯彻落实。围绕中心服务大局，坚持以高质量立法推动高质量发展。: [7, 1387, 87, 1419]
